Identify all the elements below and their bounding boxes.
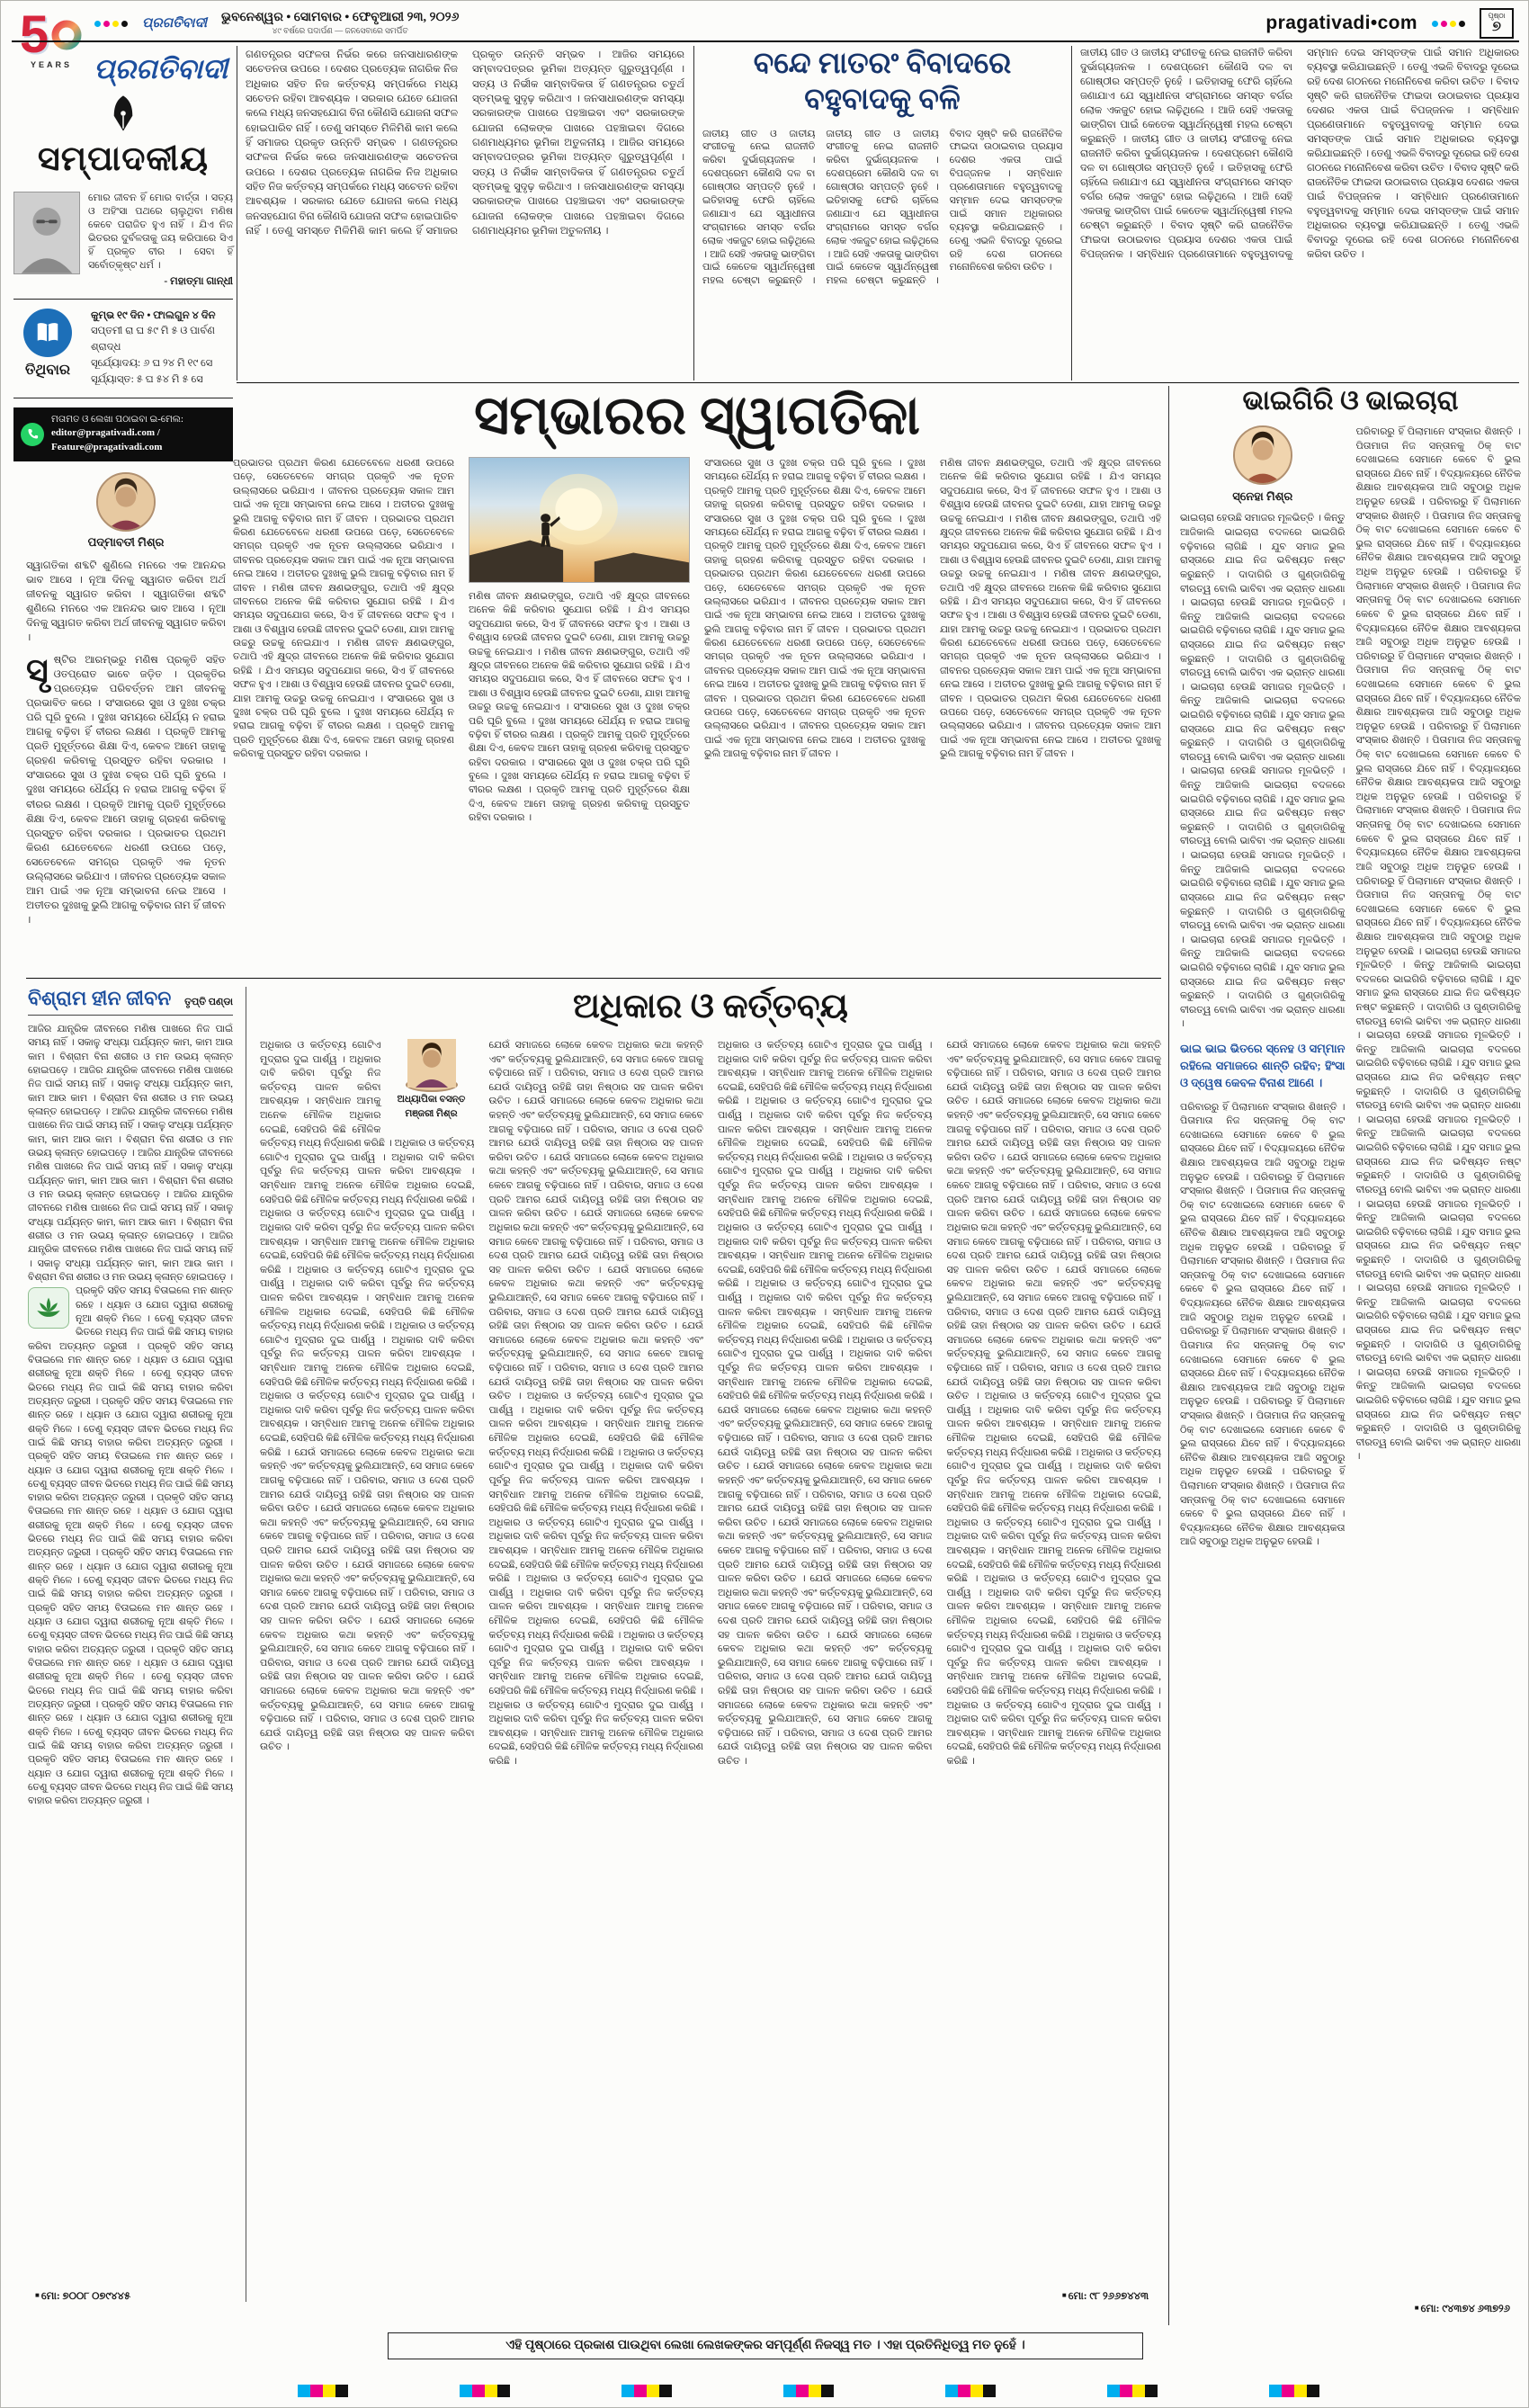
article-body bbox=[702, 128, 1062, 363]
contact-label: ମତାମତ ଓ ଲେଖା ପଠାଇବା ଇ-ମେଲ: bbox=[51, 414, 183, 425]
article-paragraph: ଜାତୀୟ ଗୀତ ଓ ଜାତୀୟ ସଂଗୀତକୁ ନେଇ ରାଜନୀତି କରିବା ଦୁର୍ଭାଗ୍ୟଜନକ । ଦେଶପ୍ରେମ କୌଣସି ଦଳ ବା ଗୋଷ୍ଠୀର ସମ୍ପତ୍ତି ନୁହେଁ । ଇତିହାସକୁ ଫେରି ଚାହିଁଲେ ଜଣାଯାଏ ଯେ ସ୍ୱାଧୀନତା ସଂଗ୍ରାମରେ ସମସ୍ତ ବର୍ଗର ଲୋକ ଏକଜୁଟ ହୋଇ ଲଢ଼ିଥିଲେ । ଆଜି ସେହି ଏକତାକୁ ଭାଙ୍ଗିବା ପାଇଁ କେତେକ ସ୍ୱାର୍ଥନ୍ୱେଷୀ ମହଲ ଚେଷ୍ଟା କରୁଛନ୍ତି । ଜାତୀୟ ଗୀତ ଓ ଜାତୀୟ ସଂଗୀତକୁ ନେଇ ରାଜନୀତି କରିବା ଦୁର୍ଭାଗ୍ୟଜନକ । ଦେଶପ୍ରେମ କୌଣସି ଦଳ ବା ଗୋଷ୍ଠୀର ସମ୍ପତ୍ତି ନୁହେଁ । ଇତିହାସକୁ ଫେରି ଚାହିଁଲେ ଜଣାଯାଏ ଯେ ସ୍ୱାଧୀନତା ସଂଗ୍ରାମରେ ସମସ୍ତ ବର୍ଗର ଲୋକ ଏକଜୁଟ ହୋଇ ଲଢ଼ିଥିଲେ । ଆଜି ସେହି ଏକତାକୁ ଭାଙ୍ଗିବା ପାଇଁ କେତେକ ସ୍ୱାର୍ଥନ୍ୱେଷୀ ମହଲ ଚେଷ୍ଟା କରୁଛନ୍ତି । bbox=[1080, 48, 1292, 232]
feature-paragraph: ପ୍ରଭାତର ପ୍ରଥମ କିରଣ ଯେତେବେଳେ ଧରଣୀ ଉପରେ ପଡ଼େ, ସେତେବେଳେ ସମଗ୍ର ପ୍ରକୃତି ଏକ ନୂତନ ଉଲ୍ଲାସରେ ଭରିଯାଏ । ଜୀବନର ପ୍ରତ୍ୟେକ ସକାଳ ଆମ ପାଇଁ ଏକ ନୂଆ ସମ୍ଭାବନା ନେଇ ଆସେ । ଅତୀତର ଦୁଃଖକୁ ଭୁଲି ଆଗକୁ ବଢ଼ିବାର ନାମ ହିଁ ଜୀବନ । bbox=[26, 828, 226, 926]
article-adhikar bbox=[260, 987, 1161, 2311]
author-name: ପଦ୍ମାବତୀ ମିଶ୍ର bbox=[87, 535, 165, 549]
gandhi-quote-block bbox=[13, 192, 233, 288]
article-paragraph: ଆଜିର ଯାନ୍ତ୍ରିକ ଜୀବନରେ ମଣିଷ ପାଖରେ ନିଜ ପାଇଁ ସମୟ ନାହିଁ । ସକାଳୁ ସଂଧ୍ୟା ପର୍ଯ୍ୟନ୍ତ କାମ, କାମ ଆଉ କାମ । ବିଶ୍ରାମ ବିନା ଶରୀର ଓ ମନ ଉଭୟ କ୍ଳାନ୍ତ ହୋଇପଡ଼େ । ଆଜିର ଯାନ୍ତ୍ରିକ ଜୀବନରେ ମଣିଷ ପାଖରେ ନିଜ ପାଇଁ ସମୟ ନାହିଁ । ସକାଳୁ ସଂଧ୍ୟା ପର୍ଯ୍ୟନ୍ତ କାମ, କାମ ଆଉ କାମ । ବିଶ୍ରାମ ବିନା ଶରୀର ଓ ମନ ଉଭୟ କ୍ଳାନ୍ତ ହୋଇପଡ଼େ । ଆଜିର ଯାନ୍ତ୍ରିକ ଜୀବନରେ ମଣିଷ ପାଖରେ ନିଜ ପାଇଁ ସମୟ ନାହିଁ । ସକାଳୁ ସଂଧ୍ୟା ପର୍ଯ୍ୟନ୍ତ କାମ, କାମ ଆଉ କାମ । ବିଶ୍ରାମ ବିନା ଶରୀର ଓ ମନ ଉଭୟ କ୍ଳାନ୍ତ ହୋଇପଡ଼େ । ଆଜିର ଯାନ୍ତ୍ରିକ ଜୀବନରେ ମଣିଷ ପାଖରେ ନିଜ ପାଇଁ ସମୟ ନାହିଁ । ସକାଳୁ ସଂଧ୍ୟା ପର୍ଯ୍ୟନ୍ତ କାମ, କାମ ଆଉ କାମ । ବିଶ୍ରାମ ବିନା ଶରୀର ଓ ମନ ଉଭୟ କ୍ଳାନ୍ତ ହୋଇପଡ଼େ । ଆଜିର ଯାନ୍ତ୍ରିକ ଜୀବନରେ ମଣିଷ ପାଖରେ ନିଜ ପାଇଁ ସମୟ ନାହିଁ । ସକାଳୁ ସଂଧ୍ୟା ପର୍ଯ୍ୟନ୍ତ କାମ, କାମ ଆଉ କାମ । ବିଶ୍ରାମ ବିନା ଶରୀର ଓ ମନ ଉଭୟ କ୍ଳାନ୍ତ ହୋଇପଡ଼େ । ଆଜିର ଯାନ୍ତ୍ରିକ ଜୀବନରେ ମଣିଷ ପାଖରେ ନିଜ ପାଇଁ ସମୟ ନାହିଁ । ସକାଳୁ ସଂଧ୍ୟା ପର୍ଯ୍ୟନ୍ତ କାମ, କାମ ଆଉ କାମ । ବିଶ୍ରାମ ବିନା ଶରୀର ଓ ମନ ଉଭୟ କ୍ଳାନ୍ତ ହୋଇପଡ଼େ । bbox=[28, 1024, 233, 1283]
website-link[interactable]: pragativadi•com bbox=[1265, 13, 1417, 33]
sunrise-photo bbox=[469, 457, 690, 583]
author-phone: ■ ମୋ: ୭୦୦୮ ୦୭୯୪୪୫ bbox=[35, 2291, 130, 2302]
feature-paragraph: ମଣିଷ ଜୀବନ କ୍ଷଣଭଙ୍ଗୁର, ତଥାପି ଏହି କ୍ଷୁଦ୍ର ଜୀବନରେ ଅନେକ କିଛି କରିବାର ସୁଯୋଗ ରହିଛି । ଯିଏ ସମୟର ସଦୁପଯୋଗ କରେ, ସିଏ ହିଁ ଜୀବନରେ ସଫଳ ହୁଏ । ଆଶା ଓ ବିଶ୍ୱାସ ହେଉଛି ଜୀବନର ଦୁଇଟି ଡେଣା, ଯାହା ଆମକୁ ଉଚ୍ଚରୁ ଉଚ୍ଚକୁ ନେଇଯାଏ । ମଣିଷ ଜୀବନ କ୍ଷଣଭଙ୍ଗୁର, ତଥାପି ଏହି କ୍ଷୁଦ୍ର ଜୀବନରେ ଅନେକ କିଛି କରିବାର ସୁଯୋଗ ରହିଛି । ଯିଏ ସମୟର ସଦୁପଯୋଗ କରେ, ସିଏ ହିଁ ଜୀବନରେ ସଫଳ ହୁଏ । ଆଶା ଓ ବିଶ୍ୱାସ ହେଉଛି ଜୀବନର ଦୁଇଟି ଡେଣା, ଯାହା ଆମକୁ ଉଚ୍ଚରୁ ଉଚ୍ଚକୁ ନେଇଯାଏ । bbox=[233, 582, 454, 704]
pen-nib-icon bbox=[111, 95, 136, 131]
gandhi-photo bbox=[13, 192, 80, 274]
article-paragraph: ଯେଉଁ ସମାଜରେ ଲୋକେ କେବଳ ଅଧିକାର କଥା କହନ୍ତି ଏବଂ କର୍ତ୍ତବ୍ୟକୁ ଭୁଲିଯାଆନ୍ତି, ସେ ସମାଜ କେବେ ଆଗକୁ ବଢ଼ିପାରେ ନାହିଁ । ପରିବାର, ସମାଜ ଓ ଦେଶ ପ୍ରତି ଆମର ଯେଉଁ ଦାୟିତ୍ୱ ରହିଛି ତାହା ନିଷ୍ଠାର ସହ ପାଳନ କରିବା ଉଚିତ । ଯେଉଁ ସମାଜରେ ଲୋକେ କେବଳ ଅଧିକାର କଥା କହନ୍ତି ଏବଂ କର୍ତ୍ତବ୍ୟକୁ ଭୁଲିଯାଆନ୍ତି, ସେ ସମାଜ କେବେ ଆଗକୁ ବଢ଼ିପାରେ ନାହିଁ । ପରିବାର, ସମାଜ ଓ ଦେଶ ପ୍ରତି ଆମର ଯେଉଁ ଦାୟିତ୍ୱ ରହିଛି ତାହା ନିଷ୍ଠାର ସହ ପାଳନ କରିବା ଉଚିତ । ଯେଉଁ ସମାଜରେ ଲୋକେ କେବଳ ଅଧିକାର କଥା କହନ୍ତି ଏବଂ କର୍ତ୍ତବ୍ୟକୁ ଭୁଲିଯାଆନ୍ତି, ସେ ସମାଜ କେବେ ଆଗକୁ ବଢ଼ିପାରେ ନାହିଁ । ପରିବାର, ସମାଜ ଓ ଦେଶ ପ୍ରତି ଆମର ଯେଉଁ ଦାୟିତ୍ୱ ରହିଛି ତାହା ନିଷ୍ଠାର ସହ ପାଳନ କରିବା ଉଚିତ । ଯେଉଁ ସମାଜରେ ଲୋକେ କେବଳ ଅଧିକାର କଥା କହନ୍ତି ଏବଂ କର୍ତ୍ତବ୍ୟକୁ ଭୁଲିଯାଆନ୍ତି, ସେ ସମାଜ କେବେ ଆଗକୁ ବଢ଼ିପାରେ ନାହିଁ । ପରିବାର, ସମାଜ ଓ ଦେଶ ପ୍ରତି ଆମର ଯେଉଁ ଦାୟିତ୍ୱ ରହିଛି ତାହା ନିଷ୍ଠାର ସହ ପାଳନ କରିବା ଉଚିତ । ଯେଉଁ ସମାଜରେ ଲୋକେ କେବଳ ଅଧିକାର କଥା କହନ୍ତି ଏବଂ କର୍ତ୍ତବ୍ୟକୁ ଭୁଲିଯାଆନ୍ତି, ସେ ସମାଜ କେବେ ଆଗକୁ ବଢ଼ିପାରେ ନାହିଁ । ପରିବାର, ସମାଜ ଓ ଦେଶ ପ୍ରତି ଆମର ଯେଉଁ ଦାୟିତ୍ୱ ରହିଛି ତାହା ନିଷ୍ଠାର ସହ ପାଳନ କରିବା ଉଚିତ । bbox=[260, 1446, 475, 1753]
author-photo bbox=[1233, 425, 1292, 485]
section-title-editorial: ସମ୍ପାଦକୀୟ bbox=[37, 139, 210, 178]
article-column-1 bbox=[260, 1039, 475, 2289]
author-card bbox=[389, 1039, 475, 1121]
article-body bbox=[28, 1023, 233, 2255]
editorial-sidebar bbox=[13, 51, 233, 461]
article-paragraph: ଅଧିକାର ଓ କର୍ତ୍ତବ୍ୟ ଗୋଟିଏ ମୁଦ୍ରାର ଦୁଇ ପାର୍ଶ୍ୱ । ଅଧିକାର ଦାବି କରିବା ପୂର୍ବରୁ ନିଜ କର୍ତ୍ତବ୍ୟ ପାଳନ କରିବା ଆବଶ୍ୟକ । ସମ୍ବିଧାନ ଆମକୁ ଅନେକ ମୌଳିକ ଅଧିକାର ଦେଇଛି, ସେହିପରି କିଛି ମୌଳିକ କର୍ତ୍ତବ୍ୟ ମଧ୍ୟ ନିର୍ଦ୍ଧାରଣ କରିଛି । ଅଧିକାର ଓ କର୍ତ୍ତବ୍ୟ ଗୋଟିଏ ମୁଦ୍ରାର ଦୁଇ ପାର୍ଶ୍ୱ । ଅଧିକାର ଦାବି କରିବା ପୂର୍ବରୁ ନିଜ କର୍ତ୍ତବ୍ୟ ପାଳନ କରିବା ଆବଶ୍ୟକ । ସମ୍ବିଧାନ ଆମକୁ ଅନେକ ମୌଳିକ ଅଧିକାର ଦେଇଛି, ସେହିପରି କିଛି ମୌଳିକ କର୍ତ୍ତବ୍ୟ ମଧ୍ୟ ନିର୍ଦ୍ଧାରଣ କରିଛି । ଅଧିକାର ଓ କର୍ତ୍ତବ୍ୟ ଗୋଟିଏ ମୁଦ୍ରାର ଦୁଇ ପାର୍ଶ୍ୱ । ଅଧିକାର ଦାବି କରିବା ପୂର୍ବରୁ ନିଜ କର୍ତ୍ତବ୍ୟ ପାଳନ କରିବା ଆବଶ୍ୟକ । ସମ୍ବିଧାନ ଆମକୁ ଅନେକ ମୌଳିକ ଅଧିକାର ଦେଇଛି, ସେହିପରି କିଛି ମୌଳିକ କର୍ତ୍ତବ୍ୟ ମଧ୍ୟ ନିର୍ଦ୍ଧାରଣ କରିଛି । ଅଧିକାର ଓ କର୍ତ୍ତବ୍ୟ ଗୋଟିଏ ମୁଦ୍ରାର ଦୁଇ ପାର୍ଶ୍ୱ । ଅଧିକାର ଦାବି କରିବା ପୂର୍ବରୁ ନିଜ କର୍ତ୍ତବ୍ୟ ପାଳନ କରିବା ଆବଶ୍ୟକ । ସମ୍ବିଧାନ ଆମକୁ ଅନେକ ମୌଳିକ ଅଧିକାର ଦେଇଛି, ସେହିପରି କିଛି ମୌଳିକ କର୍ତ୍ତବ୍ୟ ମଧ୍ୟ ନିର୍ଦ୍ଧାରଣ କରିଛି । ଅଧିକାର ଓ କର୍ତ୍ତବ୍ୟ ଗୋଟିଏ ମୁଦ୍ରାର ଦୁଇ ପାର୍ଶ୍ୱ । ଅଧିକାର ଦାବି କରିବା ପୂର୍ବରୁ ନିଜ କର୍ତ୍ତବ୍ୟ ପାଳନ କରିବା ଆବଶ୍ୟକ । ସମ୍ବିଧାନ ଆମକୁ ଅନେକ ମୌଳିକ ଅଧିକାର ଦେଇଛି, ସେହିପରି କିଛି ମୌଳିକ କର୍ତ୍ତବ୍ୟ ମଧ୍ୟ ନିର୍ଦ୍ଧାରଣ କରିଛି । ଅଧିକାର ଓ କର୍ତ୍ତବ୍ୟ ଗୋଟିଏ ମୁଦ୍ରାର ଦୁଇ ପାର୍ଶ୍ୱ । ଅଧିକାର ଦାବି କରିବା ପୂର୍ବରୁ ନିଜ କର୍ତ୍ତବ୍ୟ ପାଳନ କରିବା ଆବଶ୍ୟକ । ସମ୍ବିଧାନ ଆମକୁ ଅନେକ ମୌଳିକ ଅଧିକାର ଦେଇଛି, ସେହିପରି କିଛି ମୌଳିକ କର୍ତ୍ତବ୍ୟ ମଧ୍ୟ ନିର୍ଦ୍ଧାରଣ କରିଛି । bbox=[488, 1391, 703, 1768]
article-column-3 bbox=[718, 1039, 933, 2289]
feature-paragraph: ମଣିଷ ଜୀବନ କ୍ଷଣଭଙ୍ଗୁର, ତଥାପି ଏହି କ୍ଷୁଦ୍ର ଜୀବନରେ ଅନେକ କିଛି କରିବାର ସୁଯୋଗ ରହିଛି । ଯିଏ ସମୟର ସଦୁପଯୋଗ କରେ, ସିଏ ହିଁ ଜୀବନରେ ସଫଳ ହୁଏ । ଆଶା ଓ ବିଶ୍ୱାସ ହେଉଛି ଜୀବନର ଦୁଇଟି ଡେଣା, ଯାହା ଆମକୁ ଉଚ୍ଚରୁ ଉଚ୍ଚକୁ ନେଇଯାଏ । ମଣିଷ ଜୀବନ କ୍ଷଣଭଙ୍ଗୁର, ତଥାପି ଏହି କ୍ଷୁଦ୍ର ଜୀବନରେ ଅନେକ କିଛି କରିବାର ସୁଯୋଗ ରହିଛି । ଯିଏ ସମୟର ସଦୁପଯୋଗ କରେ, ସିଏ ହିଁ ଜୀବନରେ ସଫଳ ହୁଏ । ଆଶା ଓ ବିଶ୍ୱାସ ହେଉଛି ଜୀବନର ଦୁଇଟି ଡେଣା, ଯାହା ଆମକୁ ଉଚ୍ଚରୁ ଉଚ୍ଚକୁ ନେଇଯାଏ । ମଣିଷ ଜୀବନ କ୍ଷଣଭଙ୍ଗୁର, ତଥାପି ଏହି କ୍ଷୁଦ୍ର ଜୀବନରେ ଅନେକ କିଛି କରିବାର ସୁଯୋଗ ରହିଛି । ଯିଏ ସମୟର ସଦୁପଯୋଗ କରେ, ସିଏ ହିଁ ଜୀବନରେ ସଫଳ ହୁଏ । ଆଶା ଓ ବିଶ୍ୱାସ ହେଉଛି ଜୀବନର ଦୁଇଟି ଡେଣା, ଯାହା ଆମକୁ ଉଚ୍ଚରୁ ଉଚ୍ଚକୁ ନେଇଯାଏ । bbox=[940, 458, 1161, 635]
article-vande-mataram bbox=[702, 46, 1062, 380]
article-paragraph: ଯେଉଁ ସମାଜରେ ଲୋକେ କେବଳ ଅଧିକାର କଥା କହନ୍ତି ଏବଂ କର୍ତ୍ତବ୍ୟକୁ ଭୁଲିଯାଆନ୍ତି, ସେ ସମାଜ କେବେ ଆଗକୁ ବଢ଼ିପାରେ ନାହିଁ । ପରିବାର, ସମାଜ ଓ ଦେଶ ପ୍ରତି ଆମର ଯେଉଁ ଦାୟିତ୍ୱ ରହିଛି ତାହା ନିଷ୍ଠାର ସହ ପାଳନ କରିବା ଉଚିତ । ଯେଉଁ ସମାଜରେ ଲୋକେ କେବଳ ଅଧିକାର କଥା କହନ୍ତି ଏବଂ କର୍ତ୍ତବ୍ୟକୁ ଭୁଲିଯାଆନ୍ତି, ସେ ସମାଜ କେବେ ଆଗକୁ ବଢ଼ିପାରେ ନାହିଁ । ପରିବାର, ସମାଜ ଓ ଦେଶ ପ୍ରତି ଆମର ଯେଉଁ ଦାୟିତ୍ୱ ରହିଛି ତାହା ନିଷ୍ଠାର ସହ ପାଳନ କରିବା ଉଚିତ । ଯେଉଁ ସମାଜରେ ଲୋକେ କେବଳ ଅଧିକାର କଥା କହନ୍ତି ଏବଂ କର୍ତ୍ତବ୍ୟକୁ ଭୁଲିଯାଆନ୍ତି, ସେ ସମାଜ କେବେ ଆଗକୁ ବଢ଼ିପାରେ ନାହିଁ । ପରିବାର, ସମାଜ ଓ ଦେଶ ପ୍ରତି ଆମର ଯେଉଁ ଦାୟିତ୍ୱ ରହିଛି ତାହା ନିଷ୍ଠାର ସହ ପାଳନ କରିବା ଉଚିତ । ଯେଉଁ ସମାଜରେ ଲୋକେ କେବଳ ଅଧିକାର କଥା କହନ୍ତି ଏବଂ କର୍ତ୍ତବ୍ୟକୁ ଭୁଲିଯାଆନ୍ତି, ସେ ସମାଜ କେବେ ଆଗକୁ ବଢ଼ିପାରେ ନାହିଁ । ପରିବାର, ସମାଜ ଓ ଦେଶ ପ୍ରତି ଆମର ଯେଉଁ ଦାୟିତ୍ୱ ରହିଛି ତାହା ନିଷ୍ଠାର ସହ ପାଳନ କରିବା ଉଚିତ । ଯେଉଁ ସମାଜରେ ଲୋକେ କେବଳ ଅଧିକାର କଥା କହନ୍ତି ଏବଂ କର୍ତ୍ତବ୍ୟକୁ ଭୁଲିଯାଆନ୍ତି, ସେ ସମାଜ କେବେ ଆଗକୁ ବଢ଼ିପାରେ ନାହିଁ । ପରିବାର, ସମାଜ ଓ ଦେଶ ପ୍ରତି ଆମର ଯେଉଁ ଦାୟିତ୍ୱ ରହିଛି ତାହା ନିଷ୍ଠାର ସହ ପାଳନ କରିବା ଉଚିତ । ଯେଉଁ ସମାଜରେ ଲୋକେ କେବଳ ଅଧିକାର କଥା କହନ୍ତି ଏବଂ କର୍ତ୍ତବ୍ୟକୁ ଭୁଲିଯାଆନ୍ତି, ସେ ସମାଜ କେବେ ଆଗକୁ ବଢ଼ିପାରେ ନାହିଁ । ପରିବାର, ସମାଜ ଓ ଦେଶ ପ୍ରତି ଆମର ଯେଉଁ ଦାୟିତ୍ୱ ରହିଛି ତାହା ନିଷ୍ଠାର ସହ ପାଳନ କରିବା ଉଚିତ । bbox=[946, 1040, 1161, 1402]
lotus-logo bbox=[28, 1287, 69, 1329]
dateline: ଭୁବନେଶ୍ୱର • ସୋମବାର • ଫେବୃଆରୀ ୨୩, ୨୦୨୬ bbox=[221, 11, 460, 24]
anniversary-years-label: YEARS bbox=[30, 60, 72, 70]
article-bishram bbox=[28, 987, 233, 2311]
dateline-block bbox=[221, 11, 459, 36]
article-title-line2: ବହୁବାଦକୁ ବଳି bbox=[804, 84, 961, 117]
feature-column-3 bbox=[704, 457, 925, 961]
feature-paragraph: ଷ୍ଟିର ଆରମ୍ଭରୁ ମଣିଷ ପ୍ରକୃତି ସହିତ ଓତପ୍ରୋତ ଭାବେ ଜଡ଼ିତ । ପ୍ରକୃତିର ପ୍ରତ୍ୟେକ ପରିବର୍ତ୍ତନ ଆମ ଜୀବନକୁ ପ୍ରଭାବିତ କରେ । bbox=[26, 654, 226, 709]
dateline-subline: ୪୯ ବର୍ଷରେ ପଦାର୍ପଣ — ଜନସେବାରେ ସମର୍ପିତ bbox=[272, 26, 408, 35]
feature-column-1 bbox=[233, 457, 454, 961]
article-column-2 bbox=[489, 1039, 704, 2289]
editorial-article-body bbox=[246, 48, 684, 377]
author-photo bbox=[96, 472, 156, 532]
phone-icon bbox=[26, 427, 40, 441]
gandhi-portrait-icon bbox=[14, 192, 79, 273]
lotus-icon bbox=[33, 1293, 64, 1323]
column-rule bbox=[1071, 46, 1072, 380]
registration-dots-left bbox=[94, 21, 128, 27]
article-bhaigiri bbox=[1168, 386, 1521, 2325]
feature-author-column bbox=[26, 472, 226, 971]
article-paragraph: ଅଧିକାର ଓ କର୍ତ୍ତବ୍ୟ ଗୋଟିଏ ମୁଦ୍ରାର ଦୁଇ ପାର୍ଶ୍ୱ । ଅଧିକାର ଦାବି କରିବା ପୂର୍ବରୁ ନିଜ କର୍ତ୍ତବ୍ୟ ପାଳନ କରିବା ଆବଶ୍ୟକ । ସମ୍ବିଧାନ ଆମକୁ ଅନେକ ମୌଳିକ ଅଧିକାର ଦେଇଛି, ସେହିପରି କିଛି ମୌଳିକ କର୍ତ୍ତବ୍ୟ ମଧ୍ୟ ନିର୍ଦ୍ଧାରଣ କରିଛି । ଅଧିକାର ଓ କର୍ତ୍ତବ୍ୟ ଗୋଟିଏ ମୁଦ୍ରାର ଦୁଇ ପାର୍ଶ୍ୱ । ଅଧିକାର ଦାବି କରିବା ପୂର୍ବରୁ ନିଜ କର୍ତ୍ତବ୍ୟ ପାଳନ କରିବା ଆବଶ୍ୟକ । ସମ୍ବିଧାନ ଆମକୁ ଅନେକ ମୌଳିକ ଅଧିକାର ଦେଇଛି, ସେହିପରି କିଛି ମୌଳିକ କର୍ତ୍ତବ୍ୟ ମଧ୍ୟ ନିର୍ଦ୍ଧାରଣ କରିଛି । ଅଧିକାର ଓ କର୍ତ୍ତବ୍ୟ ଗୋଟିଏ ମୁଦ୍ରାର ଦୁଇ ପାର୍ଶ୍ୱ । ଅଧିକାର ଦାବି କରିବା ପୂର୍ବରୁ ନିଜ କର୍ତ୍ତବ୍ୟ ପାଳନ କରିବା ଆବଶ୍ୟକ । ସମ୍ବିଧାନ ଆମକୁ ଅନେକ ମୌଳିକ ଅଧିକାର ଦେଇଛି, ସେହିପରି କିଛି ମୌଳିକ କର୍ତ୍ତବ୍ୟ ମଧ୍ୟ ନିର୍ଦ୍ଧାରଣ କରିଛି । ଅଧିକାର ଓ କର୍ତ୍ତବ୍ୟ ଗୋଟିଏ ମୁଦ୍ରାର ଦୁଇ ପାର୍ଶ୍ୱ । ଅଧିକାର ଦାବି କରିବା ପୂର୍ବରୁ ନିଜ କର୍ତ୍ତବ୍ୟ ପାଳନ କରିବା ଆବଶ୍ୟକ । ସମ୍ବିଧାନ ଆମକୁ ଅନେକ ମୌଳିକ ଅଧିକାର ଦେଇଛି, ସେହିପରି କିଛି ମୌଳିକ କର୍ତ୍ତବ୍ୟ ମଧ୍ୟ ନିର୍ଦ୍ଧାରଣ କରିଛି । ଅଧିକାର ଓ କର୍ତ୍ତବ୍ୟ ଗୋଟିଏ ମୁଦ୍ରାର ଦୁଇ ପାର୍ଶ୍ୱ । ଅଧିକାର ଦାବି କରିବା ପୂର୍ବରୁ ନିଜ କର୍ତ୍ତବ୍ୟ ପାଳନ କରିବା ଆବଶ୍ୟକ । ସମ୍ବିଧାନ ଆମକୁ ଅନେକ ମୌଳିକ ଅଧିକାର ଦେଇଛି, ସେହିପରି କିଛି ମୌଳିକ କର୍ତ୍ତବ୍ୟ ମଧ୍ୟ ନିର୍ଦ୍ଧାରଣ କରିଛି । ଅଧିକାର ଓ କର୍ତ୍ତବ୍ୟ ଗୋଟିଏ ମୁଦ୍ରାର ଦୁଇ ପାର୍ଶ୍ୱ । ଅଧିକାର ଦାବି କରିବା ପୂର୍ବରୁ ନିଜ କର୍ତ୍ତବ୍ୟ ପାଳନ କରିବା ଆବଶ୍ୟକ । ସମ୍ବିଧାନ ଆମକୁ ଅନେକ ମୌଳିକ ଅଧିକାର ଦେଇଛି, ସେହିପରି କିଛି ମୌଳିକ କର୍ତ୍ତବ୍ୟ ମଧ୍ୟ ନିର୍ଦ୍ଧାରଣ କରିଛି । bbox=[946, 1391, 1161, 1768]
feature-intro: ସ୍ୱାଗତିକା ଶବ୍ଦଟି ଶୁଣିଲେ ମନରେ ଏକ ଆନନ୍ଦର ଭାବ ଆସେ । ନୂଆ ଦିନକୁ ସ୍ୱାଗତ କରିବା ଅର୍ଥ ଜୀବନକୁ ସ୍ୱାଗତ କରିବା । ସ୍ୱାଗତିକା ଶବ୍ଦଟି ଶୁଣିଲେ ମନରେ ଏକ ଆନନ୍ଦର ଭାବ ଆସେ । ନୂଆ ଦିନକୁ ସ୍ୱାଗତ କରିବା ଅର୍ଥ ଜୀବନକୁ ସ୍ୱାଗତ କରିବା । bbox=[26, 560, 226, 644]
panchang-line1: କୁମ୍ଭ ୧୯ ଦିନ • ଫାଲଗୁନ ୪ ଦିନ bbox=[91, 309, 216, 321]
feature-paragraph: ପ୍ରଭାତର ପ୍ରଥମ କିରଣ ଯେତେବେଳେ ଧରଣୀ ଉପରେ ପଡ଼େ, ସେତେବେଳେ ସମଗ୍ର ପ୍ରକୃତି ଏକ ନୂତନ ଉଲ୍ଲାସରେ ଭରିଯାଏ । ଜୀବନର ପ୍ରତ୍ୟେକ ସକାଳ ଆମ ପାଇଁ ଏକ ନୂଆ ସମ୍ଭାବନା ନେଇ ଆସେ । ଅତୀତର ଦୁଃଖକୁ ଭୁଲି ଆଗକୁ ବଢ଼ିବାର ନାମ ହିଁ ଜୀବନ । ପ୍ରଭାତର ପ୍ରଥମ କିରଣ ଯେତେବେଳେ ଧରଣୀ ଉପରେ ପଡ଼େ, ସେତେବେଳେ ସମଗ୍ର ପ୍ରକୃତି ଏକ ନୂତନ ଉଲ୍ଲାସରେ ଭରିଯାଏ । ଜୀବନର ପ୍ରତ୍ୟେକ ସକାଳ ଆମ ପାଇଁ ଏକ ନୂଆ ସମ୍ଭାବନା ନେଇ ଆସେ । ଅତୀତର ଦୁଃଖକୁ ଭୁଲି ଆଗକୁ ବଢ଼ିବାର ନାମ ହିଁ ଜୀବନ । bbox=[233, 458, 454, 594]
article-paragraph: ଯେଉଁ ସମାଜରେ ଲୋକେ କେବଳ ଅଧିକାର କଥା କହନ୍ତି ଏବଂ କର୍ତ୍ତବ୍ୟକୁ ଭୁଲିଯାଆନ୍ତି, ସେ ସମାଜ କେବେ ଆଗକୁ ବଢ଼ିପାରେ ନାହିଁ । ପରିବାର, ସମାଜ ଓ ଦେଶ ପ୍ରତି ଆମର ଯେଉଁ ଦାୟିତ୍ୱ ରହିଛି ତାହା ନିଷ୍ଠାର ସହ ପାଳନ କରିବା ଉଚିତ । ଯେଉଁ ସମାଜରେ ଲୋକେ କେବଳ ଅଧିକାର କଥା କହନ୍ତି ଏବଂ କର୍ତ୍ତବ୍ୟକୁ ଭୁଲିଯାଆନ୍ତି, ସେ ସମାଜ କେବେ ଆଗକୁ ବଢ଼ିପାରେ ନାହିଁ । ପରିବାର, ସମାଜ ଓ ଦେଶ ପ୍ରତି ଆମର ଯେଉଁ ଦାୟିତ୍ୱ ରହିଛି ତାହା ନିଷ୍ଠାର ସହ ପାଳନ କରିବା ଉଚିତ । ଯେଉଁ ସମାଜରେ ଲୋକେ କେବଳ ଅଧିକାର କଥା କହନ୍ତି ଏବଂ କର୍ତ୍ତବ୍ୟକୁ ଭୁଲିଯାଆନ୍ତି, ସେ ସମାଜ କେବେ ଆଗକୁ ବଢ଼ିପାରେ ନାହିଁ । ପରିବାର, ସମାଜ ଓ ଦେଶ ପ୍ରତି ଆମର ଯେଉଁ ଦାୟିତ୍ୱ ରହିଛି ତାହା ନିଷ୍ଠାର ସହ ପାଳନ କରିବା ଉଚିତ । ଯେଉଁ ସମାଜରେ ଲୋକେ କେବଳ ଅଧିକାର କଥା କହନ୍ତି ଏବଂ କର୍ତ୍ତବ୍ୟକୁ ଭୁଲିଯାଆନ୍ତି, ସେ ସମାଜ କେବେ ଆଗକୁ ବଢ଼ିପାରେ ନାହିଁ । ପରିବାର, ସମାଜ ଓ ଦେଶ ପ୍ରତି ଆମର ଯେଉଁ ଦାୟିତ୍ୱ ରହିଛି ତାହା ନିଷ୍ଠାର ସହ ପାଳନ କରିବା ଉଚିତ । ଯେଉଁ ସମାଜରେ ଲୋକେ କେବଳ ଅଧିକାର କଥା କହନ୍ତି ଏବଂ କର୍ତ୍ତବ୍ୟକୁ ଭୁଲିଯାଆନ୍ତି, ସେ ସମାଜ କେବେ ଆଗକୁ ବଢ଼ିପାରେ ନାହିଁ । ପରିବାର, ସମାଜ ଓ ଦେଶ ପ୍ରତି ଆମର ଯେଉଁ ଦାୟିତ୍ୱ ରହିଛି ତାହା ନିଷ୍ଠାର ସହ ପାଳନ କରିବା ଉଚିତ । ଯେଉଁ ସମାଜରେ ଲୋକେ କେବଳ ଅଧିକାର କଥା କହନ୍ତି ଏବଂ କର୍ତ୍ତବ୍ୟକୁ ଭୁଲିଯାଆନ୍ତି, ସେ ସମାଜ କେବେ ଆଗକୁ ବଢ଼ିପାରେ ନାହିଁ । ପରିବାର, ସମାଜ ଓ ଦେଶ ପ୍ରତି ଆମର ଯେଉଁ ଦାୟିତ୍ୱ ରହିଛି ତାହା ନିଷ୍ଠାର ସହ ପାଳନ କରିବା ଉଚିତ । bbox=[718, 1404, 933, 1768]
feature-paragraph: ପ୍ରଭାତର ପ୍ରଥମ କିରଣ ଯେତେବେଳେ ଧରଣୀ ଉପରେ ପଡ଼େ, ସେତେବେଳେ ସମଗ୍ର ପ୍ରକୃତି ଏକ ନୂତନ ଉଲ୍ଲାସରେ ଭରିଯାଏ । ଜୀବନର ପ୍ରତ୍ୟେକ ସକାଳ ଆମ ପାଇଁ ଏକ ନୂଆ ସମ୍ଭାବନା ନେଇ ଆସେ । ଅତୀତର ଦୁଃଖକୁ ଭୁଲି ଆଗକୁ ବଢ଼ିବାର ନାମ ହିଁ ଜୀବନ । ପ୍ରଭାତର ପ୍ରଥମ କିରଣ ଯେତେବେଳେ ଧରଣୀ ଉପରେ ପଡ଼େ, ସେତେବେଳେ ସମଗ୍ର ପ୍ରକୃତି ଏକ ନୂତନ ଉଲ୍ଲାସରେ ଭରିଯାଏ । ଜୀବନର ପ୍ରତ୍ୟେକ ସକାଳ ଆମ ପାଇଁ ଏକ ନୂଆ ସମ୍ଭାବନା ନେଇ ଆସେ । ଅତୀତର ଦୁଃଖକୁ ଭୁଲି ଆଗକୁ ବଢ଼ିବାର ନାମ ହିଁ ଜୀବନ । ପ୍ରଭାତର ପ୍ରଥମ କିରଣ ଯେତେବେଳେ ଧରଣୀ ଉପରେ ପଡ଼େ, ସେତେବେଳେ ସମଗ୍ର ପ୍ରକୃତି ଏକ ନୂତନ ଉଲ୍ଲାସରେ ଭରିଯାଏ । ଜୀବନର ପ୍ରତ୍ୟେକ ସକାଳ ଆମ ପାଇଁ ଏକ ନୂଆ ସମ୍ଭାବନା ନେଇ ଆସେ । ଅତୀତର ଦୁଃଖକୁ ଭୁଲି ଆଗକୁ ବଢ଼ିବାର ନାମ ହିଁ ଜୀବନ । bbox=[704, 568, 925, 760]
article-paragraph: ପ୍ରକୃତି ସହିତ ସମୟ ବିତାଇଲେ ମନ ଶାନ୍ତ ରହେ । ଧ୍ୟାନ ଓ ଯୋଗ ଦ୍ୱାରା ଶରୀରକୁ ନୂଆ ଶକ୍ତି ମିଳେ । ତେଣୁ ବ୍ୟସ୍ତ ଜୀବନ ଭିତରେ ମଧ୍ୟ ନିଜ ପାଇଁ କିଛି ସମୟ ବାହାର କରିବା ଅତ୍ୟନ୍ତ ଜରୁରୀ । ପ୍ରକୃତି ସହିତ ସମୟ ବିତାଇଲେ ମନ ଶାନ୍ତ ରହେ । ଧ୍ୟାନ ଓ ଯୋଗ ଦ୍ୱାରା ଶରୀରକୁ ନୂଆ ଶକ୍ତି ମିଳେ । ତେଣୁ ବ୍ୟସ୍ତ ଜୀବନ ଭିତରେ ମଧ୍ୟ ନିଜ ପାଇଁ କିଛି ସମୟ ବାହାର କରିବା ଅତ୍ୟନ୍ତ ଜରୁରୀ । ପ୍ରକୃତି ସହିତ ସମୟ ବିତାଇଲେ ମନ ଶାନ୍ତ ରହେ । ଧ୍ୟାନ ଓ ଯୋଗ ଦ୍ୱାରା ଶରୀରକୁ ନୂଆ ଶକ୍ତି ମିଳେ । ତେଣୁ ବ୍ୟସ୍ତ ଜୀବନ ଭିତରେ ମଧ୍ୟ ନିଜ ପାଇଁ କିଛି ସମୟ ବାହାର କରିବା ଅତ୍ୟନ୍ତ ଜରୁରୀ । ପ୍ରକୃତି ସହିତ ସମୟ ବିତାଇଲେ ମନ ଶାନ୍ତ ରହେ । ଧ୍ୟାନ ଓ ଯୋଗ ଦ୍ୱାରା ଶରୀରକୁ ନୂଆ ଶକ୍ତି ମିଳେ । ତେଣୁ ବ୍ୟସ୍ତ ଜୀବନ ଭିତରେ ମଧ୍ୟ ନିଜ ପାଇଁ କିଛି ସମୟ ବାହାର କରିବା ଅତ୍ୟନ୍ତ ଜରୁରୀ । ପ୍ରକୃତି ସହିତ ସମୟ ବିତାଇଲେ ମନ ଶାନ୍ତ ରହେ । ଧ୍ୟାନ ଓ ଯୋଗ ଦ୍ୱାରା ଶରୀରକୁ ନୂଆ ଶକ୍ତି ମିଳେ । ତେଣୁ ବ୍ୟସ୍ତ ଜୀବନ ଭିତରେ ମଧ୍ୟ ନିଜ ପାଇଁ କିଛି ସମୟ ବାହାର କରିବା ଅତ୍ୟନ୍ତ ଜରୁରୀ । ପ୍ରକୃତି ସହିତ ସମୟ ବିତାଇଲେ ମନ ଶାନ୍ତ ରହେ । ଧ୍ୟାନ ଓ ଯୋଗ ଦ୍ୱାରା ଶରୀରକୁ ନୂଆ ଶକ୍ତି ମିଳେ । ତେଣୁ ବ୍ୟସ୍ତ ଜୀବନ ଭିତରେ ମଧ୍ୟ ନିଜ ପାଇଁ କିଛି ସମୟ ବାହାର କରିବା ଅତ୍ୟନ୍ତ ଜରୁରୀ । ପ୍ରକୃତି ସହିତ ସମୟ ବିତାଇଲେ ମନ ଶାନ୍ତ ରହେ । ଧ୍ୟାନ ଓ ଯୋଗ ଦ୍ୱାରା ଶରୀରକୁ ନୂଆ ଶକ୍ତି ମିଳେ । ତେଣୁ ବ୍ୟସ୍ତ ଜୀବନ ଭିତରେ ମଧ୍ୟ ନିଜ ପାଇଁ କିଛି ସମୟ ବାହାର କରିବା ଅତ୍ୟନ୍ତ ଜରୁରୀ । ପ୍ରକୃତି ସହିତ ସମୟ ବିତାଇଲେ ମନ ଶାନ୍ତ ରହେ । ଧ୍ୟାନ ଓ ଯୋଗ ଦ୍ୱାରା ଶରୀରକୁ ନୂଆ ଶକ୍ତି ମିଳେ । ତେଣୁ ବ୍ୟସ୍ତ ଜୀବନ ଭିତରେ ମଧ୍ୟ ନିଜ ପାଇଁ କିଛି ସମୟ ବାହାର କରିବା ଅତ୍ୟନ୍ତ ଜରୁରୀ । ପ୍ରକୃତି ସହିତ ସମୟ ବିତାଇଲେ ମନ ଶାନ୍ତ ରହେ । ଧ୍ୟାନ ଓ ଯୋଗ ଦ୍ୱାରା ଶରୀରକୁ ନୂଆ ଶକ୍ତି ମିଳେ । ତେଣୁ ବ୍ୟସ୍ତ ଜୀବନ ଭିତରେ ମଧ୍ୟ ନିଜ ପାଇଁ କିଛି ସମୟ ବାହାର କରିବା ଅତ୍ୟନ୍ତ ଜରୁରୀ । ପ୍ରକୃତି ସହିତ ସମୟ ବିତାଇଲେ ମନ ଶାନ୍ତ ରହେ । ଧ୍ୟାନ ଓ ଯୋଗ ଦ୍ୱାରା ଶରୀରକୁ ନୂଆ ଶକ୍ତି ମିଳେ । ତେଣୁ ବ୍ୟସ୍ତ ଜୀବନ ଭିତରେ ମଧ୍ୟ ନିଜ ପାଇଁ କିଛି ସମୟ ବାହାର କରିବା ଅତ୍ୟନ୍ତ ଜରୁରୀ । bbox=[28, 1285, 233, 1807]
feature-column-4 bbox=[940, 457, 1161, 961]
pull-quote: ଭାଇ ଭାଇ ଭିତରେ ସ୍ନେହ ଓ ସମ୍ମାନ ରହିଲେ ସମାଜରେ ଶାନ୍ତି ରହିବ; ହିଂସା ଓ ଦ୍ୱେଷ କେବଳ ବିନାଶ ଆଣେ । bbox=[1180, 1042, 1346, 1089]
author-name: ସ୍ନେହା ମିଶ୍ର bbox=[1232, 489, 1293, 503]
article-paragraph: ପରିବାରରୁ ହିଁ ପିଲାମାନେ ସଂସ୍କାର ଶିଖନ୍ତି । ପିତାମାତା ନିଜ ସନ୍ତାନକୁ ଠିକ୍ ବାଟ ଦେଖାଇଲେ ସେମାନେ କେବେ ବି ଭୁଲ ରାସ୍ତାରେ ଯିବେ ନାହିଁ । ବିଦ୍ୟାଳୟରେ ନୈତିକ ଶିକ୍ଷାର ଆବଶ୍ୟକତା ଆଜି ସବୁଠାରୁ ଅଧିକ ଅନୁଭୂତ ହେଉଛି । ପରିବାରରୁ ହିଁ ପିଲାମାନେ ସଂସ୍କାର ଶିଖନ୍ତି । ପିତାମାତା ନିଜ ସନ୍ତାନକୁ ଠିକ୍ ବାଟ ଦେଖାଇଲେ ସେମାନେ କେବେ ବି ଭୁଲ ରାସ୍ତାରେ ଯିବେ ନାହିଁ । ବିଦ୍ୟାଳୟରେ ନୈତିକ ଶିକ୍ଷାର ଆବଶ୍ୟକତା ଆଜି ସବୁଠାରୁ ଅଧିକ ଅନୁଭୂତ ହେଉଛି । ପରିବାରରୁ ହିଁ ପିଲାମାନେ ସଂସ୍କାର ଶିଖନ୍ତି । ପିତାମାତା ନିଜ ସନ୍ତାନକୁ ଠିକ୍ ବାଟ ଦେଖାଇଲେ ସେମାନେ କେବେ ବି ଭୁଲ ରାସ୍ତାରେ ଯିବେ ନାହିଁ । ବିଦ୍ୟାଳୟରେ ନୈତିକ ଶିକ୍ଷାର ଆବଶ୍ୟକତା ଆଜି ସବୁଠାରୁ ଅଧିକ ଅନୁଭୂତ ହେଉଛି । ପରିବାରରୁ ହିଁ ପିଲାମାନେ ସଂସ୍କାର ଶିଖନ୍ତି । ପିତାମାତା ନିଜ ସନ୍ତାନକୁ ଠିକ୍ ବାଟ ଦେଖାଇଲେ ସେମାନେ କେବେ ବି ଭୁଲ ରାସ୍ତାରେ ଯିବେ ନାହିଁ । ବିଦ୍ୟାଳୟରେ ନୈତିକ ଶିକ୍ଷାର ଆବଶ୍ୟକତା ଆଜି ସବୁଠାରୁ ଅଧିକ ଅନୁଭୂତ ହେଉଛି । ପରିବାରରୁ ହିଁ ପିଲାମାନେ ସଂସ୍କାର ଶିଖନ୍ତି । ପିତାମାତା ନିଜ ସନ୍ତାନକୁ ଠିକ୍ ବାଟ ଦେଖାଇଲେ ସେମାନେ କେବେ ବି ଭୁଲ ରାସ୍ତାରେ ଯିବେ ନାହିଁ । ବିଦ୍ୟାଳୟରେ ନୈତିକ ଶିକ୍ଷାର ଆବଶ୍ୟକତା ଆଜି ସବୁଠାରୁ ଅଧିକ ଅନୁଭୂତ ହେଉଛି । ପରିବାରରୁ ହିଁ ପିଲାମାନେ ସଂସ୍କାର ଶିଖନ୍ତି । ପିତାମାତା ନିଜ ସନ୍ତାନକୁ ଠିକ୍ ବାଟ ଦେଖାଇଲେ ସେମାନେ କେବେ ବି ଭୁଲ ରାସ୍ତାରେ ଯିବେ ନାହିଁ । ବିଦ୍ୟାଳୟରେ ନୈତିକ ଶିକ୍ଷାର ଆବଶ୍ୟକତା ଆଜି ସବୁଠାରୁ ଅଧିକ ଅନୁଭୂତ ହେଉଛି । ପରିବାରରୁ ହିଁ ପିଲାମାନେ ସଂସ୍କାର ଶିଖନ୍ତି । ପିତାମାତା ନିଜ ସନ୍ତାନକୁ ଠିକ୍ ବାଟ ଦେଖାଇଲେ ସେମାନେ କେବେ ବି ଭୁଲ ରାସ୍ତାରେ ଯିବେ ନାହିଁ । ବିଦ୍ୟାଳୟରେ ନୈତିକ ଶିକ୍ଷାର ଆବଶ୍ୟକତା ଆଜି ସବୁଠାରୁ ଅଧିକ ଅନୁଭୂତ ହେଉଛି । bbox=[1355, 426, 1521, 957]
page-number: ୭ bbox=[1492, 19, 1501, 34]
feature-paragraph: ସଂସାରରେ ସୁଖ ଓ ଦୁଃଖ ଚକ୍ର ପରି ଘୂରି ବୁଲେ । ଦୁଃଖ ସମୟରେ ଧୈର୍ଯ୍ୟ ନ ହରାଇ ଆଗକୁ ବଢ଼ିବା ହିଁ ବୀରର ଲକ୍ଷଣ । ପ୍ରକୃତି ଆମକୁ ପ୍ରତି ମୁହୂର୍ତ୍ତରେ ଶିକ୍ଷା ଦିଏ, କେବଳ ଆମେ ତାହାକୁ ଗ୍ରହଣ କରିବାକୁ ପ୍ରସ୍ତୁତ ରହିବା ଦରକାର । bbox=[233, 693, 454, 760]
whatsapp-icon bbox=[21, 423, 44, 446]
brand-wordmark-small: ପ୍ରଗତିବାଦୀ bbox=[142, 16, 208, 31]
column-rule bbox=[693, 46, 694, 380]
sunset-time: ସୂର୍ଯ୍ୟାସ୍ତ: ୫ ଘ ୫୪ ମି ୫ ସେ bbox=[91, 373, 203, 385]
article-paragraph: ଭାଇଚାରା ହେଉଛି ସମାଜର ମୂଳଭିତ୍ତି । କିନ୍ତୁ ଆଜିକାଲି ଭାଇଚାରା ବଦଳରେ ଭାଇଗିରି ବଢ଼ିବାରେ ଲାଗିଛି । ଯୁବ ସମାଜ ଭୁଲ ରାସ୍ତାରେ ଯାଇ ନିଜ ଭବିଷ୍ୟତ ନଷ୍ଟ କରୁଛନ୍ତି । ଦାଦାଗିରି ଓ ଗୁଣ୍ଡାଗିରିକୁ ବୀରତ୍ୱ ବୋଲି ଭାବିବା ଏକ ଭ୍ରାନ୍ତ ଧାରଣା । ଭାଇଚାରା ହେଉଛି ସମାଜର ମୂଳଭିତ୍ତି । କିନ୍ତୁ ଆଜିକାଲି ଭାଇଚାରା ବଦଳରେ ଭାଇଗିରି ବଢ଼ିବାରେ ଲାଗିଛି । ଯୁବ ସମାଜ ଭୁଲ ରାସ୍ତାରେ ଯାଇ ନିଜ ଭବିଷ୍ୟତ ନଷ୍ଟ କରୁଛନ୍ତି । ଦାଦାଗିରି ଓ ଗୁଣ୍ଡାଗିରିକୁ ବୀରତ୍ୱ ବୋଲି ଭାବିବା ଏକ ଭ୍ରାନ୍ତ ଧାରଣା । ଭାଇଚାରା ହେଉଛି ସମାଜର ମୂଳଭିତ୍ତି । କିନ୍ତୁ ଆଜିକାଲି ଭାଇଚାରା ବଦଳରେ ଭାଇଗିରି ବଢ଼ିବାରେ ଲାଗିଛି । ଯୁବ ସମାଜ ଭୁଲ ରାସ୍ତାରେ ଯାଇ ନିଜ ଭବିଷ୍ୟତ ନଷ୍ଟ କରୁଛନ୍ତି । ଦାଦାଗିରି ଓ ଗୁଣ୍ଡାଗିରିକୁ ବୀରତ୍ୱ ବୋଲି ଭାବିବା ଏକ ଭ୍ରାନ୍ତ ଧାରଣା । ଭାଇଚାରା ହେଉଛି ସମାଜର ମୂଳଭିତ୍ତି । କିନ୍ତୁ ଆଜିକାଲି ଭାଇଚାରା ବଦଳରେ ଭାଇଗିରି ବଢ଼ିବାରେ ଲାଗିଛି । ଯୁବ ସମାଜ ଭୁଲ ରାସ୍ତାରେ ଯାଇ ନିଜ ଭବିଷ୍ୟତ ନଷ୍ଟ କରୁଛନ୍ତି । ଦାଦାଗିରି ଓ ଗୁଣ୍ଡାଗିରିକୁ ବୀରତ୍ୱ ବୋଲି ଭାବିବା ଏକ ଭ୍ରାନ୍ତ ଧାରଣା । ଭାଇଚାରା ହେଉଛି ସମାଜର ମୂଳଭିତ୍ତି । କିନ୍ତୁ ଆଜିକାଲି ଭାଇଚାରା ବଦଳରେ ଭାଇଗିରି ବଢ଼ିବାରେ ଲାଗିଛି । ଯୁବ ସମାଜ ଭୁଲ ରାସ୍ତାରେ ଯାଇ ନିଜ ଭବିଷ୍ୟତ ନଷ୍ଟ କରୁଛନ୍ତି । ଦାଦାଗିରି ଓ ଗୁଣ୍ଡାଗିରିକୁ ବୀରତ୍ୱ ବୋଲି ଭାବିବା ଏକ ଭ୍ରାନ୍ତ ଧାରଣା । ଭାଇଚାରା ହେଉଛି ସମାଜର ମୂଳଭିତ୍ତି । କିନ୍ତୁ ଆଜିକାଲି ଭାଇଚାରା ବଦଳରେ ଭାଇଗିରି ବଢ଼ିବାରେ ଲାଗିଛି । ଯୁବ ସମାଜ ଭୁଲ ରାସ୍ତାରେ ଯାଇ ନିଜ ଭବିଷ୍ୟତ ନଷ୍ଟ କରୁଛନ୍ତି । ଦାଦାଗିରି ଓ ଗୁଣ୍ଡାଗିରିକୁ ବୀରତ୍ୱ ବୋଲି ଭାବିବା ଏକ ଭ୍ରାନ୍ତ ଧାରଣା । bbox=[1180, 513, 1346, 1030]
feature-dropcap-paragraph bbox=[26, 653, 226, 928]
article-paragraph: ଅଧିକାର ଓ କର୍ତ୍ତବ୍ୟ ଗୋଟିଏ ମୁଦ୍ରାର ଦୁଇ ପାର୍ଶ୍ୱ । ଅଧିକାର ଦାବି କରିବା ପୂର୍ବରୁ ନିଜ କର୍ତ୍ତବ୍ୟ ପାଳନ କରିବା ଆବଶ୍ୟକ । ସମ୍ବିଧାନ ଆମକୁ ଅନେକ ମୌଳିକ ଅଧିକାର ଦେଇଛି, ସେହିପରି କିଛି ମୌଳିକ କର୍ତ୍ତବ୍ୟ ମଧ୍ୟ ନିର୍ଦ୍ଧାରଣ କରିଛି । ଅଧିକାର ଓ କର୍ତ୍ତବ୍ୟ ଗୋଟିଏ ମୁଦ୍ରାର ଦୁଇ ପାର୍ଶ୍ୱ । ଅଧିକାର ଦାବି କରିବା ପୂର୍ବରୁ ନିଜ କର୍ତ୍ତବ୍ୟ ପାଳନ କରିବା ଆବଶ୍ୟକ । ସମ୍ବିଧାନ ଆମକୁ ଅନେକ ମୌଳିକ ଅଧିକାର ଦେଇଛି, ସେହିପରି କିଛି ମୌଳିକ କର୍ତ୍ତବ୍ୟ ମଧ୍ୟ ନିର୍ଦ୍ଧାରଣ କରିଛି । ଅଧିକାର ଓ କର୍ତ୍ତବ୍ୟ ଗୋଟିଏ ମୁଦ୍ରାର ଦୁଇ ପାର୍ଶ୍ୱ । ଅଧିକାର ଦାବି କରିବା ପୂର୍ବରୁ ନିଜ କର୍ତ୍ତବ୍ୟ ପାଳନ କରିବା ଆବଶ୍ୟକ । ସମ୍ବିଧାନ ଆମକୁ ଅନେକ ମୌଳିକ ଅଧିକାର ଦେଇଛି, ସେହିପରି କିଛି ମୌଳିକ କର୍ତ୍ତବ୍ୟ ମଧ୍ୟ ନିର୍ଦ୍ଧାରଣ କରିଛି । ଅଧିକାର ଓ କର୍ତ୍ତବ୍ୟ ଗୋଟିଏ ମୁଦ୍ରାର ଦୁଇ ପାର୍ଶ୍ୱ । ଅଧିକାର ଦାବି କରିବା ପୂର୍ବରୁ ନିଜ କର୍ତ୍ତବ୍ୟ ପାଳନ କରିବା ଆବଶ୍ୟକ । ସମ୍ବିଧାନ ଆମକୁ ଅନେକ ମୌଳିକ ଅଧିକାର ଦେଇଛି, ସେହିପରି କିଛି ମୌଳିକ କର୍ତ୍ତବ୍ୟ ମଧ୍ୟ ନିର୍ଦ୍ଧାରଣ କରିଛି । ଅଧିକାର ଓ କର୍ତ୍ତବ୍ୟ ଗୋଟିଏ ମୁଦ୍ରାର ଦୁଇ ପାର୍ଶ୍ୱ । ଅଧିକାର ଦାବି କରିବା ପୂର୍ବରୁ ନିଜ କର୍ତ୍ତବ୍ୟ ପାଳନ କରିବା ଆବଶ୍ୟକ । ସମ୍ବିଧାନ ଆମକୁ ଅନେକ ମୌଳିକ ଅଧିକାର ଦେଇଛି, ସେହିପରି କିଛି ମୌଳିକ କର୍ତ୍ତବ୍ୟ ମଧ୍ୟ ନିର୍ଦ୍ଧାରଣ କରିଛି । ଅଧିକାର ଓ କର୍ତ୍ତବ୍ୟ ଗୋଟିଏ ମୁଦ୍ରାର ଦୁଇ ପାର୍ଶ୍ୱ । ଅଧିକାର ଦାବି କରିବା ପୂର୍ବରୁ ନିଜ କର୍ତ୍ତବ୍ୟ ପାଳନ କରିବା ଆବଶ୍ୟକ । ସମ୍ବିଧାନ ଆମକୁ ଅନେକ ମୌଳିକ ଅଧିକାର ଦେଇଛି, ସେହିପରି କିଛି ମୌଳିକ କର୍ତ୍ତବ୍ୟ ମଧ୍ୟ ନିର୍ଦ୍ଧାରଣ କରିଛି । bbox=[718, 1040, 933, 1402]
person-avatar-icon bbox=[407, 1078, 456, 1088]
drop-cap: ସୃ bbox=[26, 651, 49, 690]
book-icon bbox=[34, 319, 61, 346]
article-vande-mataram-continued bbox=[1080, 46, 1519, 377]
article-paragraph: ଜାତୀୟ ଗୀତ ଓ ଜାତୀୟ ସଂଗୀତକୁ ନେଇ ରାଜନୀତି କରିବା ଦୁର୍ଭାଗ୍ୟଜନକ । ଦେଶପ୍ରେମ କୌଣସି ଦଳ ବା ଗୋଷ୍ଠୀର ସମ୍ପତ୍ତି ନୁହେଁ । ଇତିହାସକୁ ଫେରି ଚାହିଁଲେ ଜଣାଯାଏ ଯେ ସ୍ୱାଧୀନତା ସଂଗ୍ରାମରେ ସମସ୍ତ ବର୍ଗର ଲୋକ ଏକଜୁଟ ହୋଇ ଲଢ଼ିଥିଲେ । ଆଜି ସେହି ଏକତାକୁ ଭାଙ୍ଗିବା ପାଇଁ କେତେକ ସ୍ୱାର୍ଥନ୍ୱେଷୀ ମହଲ ଚେଷ୍ଟା କରୁଛନ୍ତି । ଜାତୀୟ ଗୀତ ଓ ଜାତୀୟ ସଂଗୀତକୁ ନେଇ ରାଜନୀତି କରିବା ଦୁର୍ଭାଗ୍ୟଜନକ । ଦେଶପ୍ରେମ କୌଣସି ଦଳ ବା ଗୋଷ୍ଠୀର ସମ୍ପତ୍ତି ନୁହେଁ । ଇତିହାସକୁ ଫେରି ଚାହିଁଲେ ଜଣାଯାଏ ଯେ ସ୍ୱାଧୀନତା ସଂଗ୍ରାମରେ ସମସ୍ତ ବର୍ଗର ଲୋକ ଏକଜୁଟ ହୋଇ ଲଢ଼ିଥିଲେ । ଆଜି ସେହି ଏକତାକୁ ଭାଙ୍ଗିବା ପାଇଁ କେତେକ ସ୍ୱାର୍ଥନ୍ୱେଷୀ ମହଲ ଚେଷ୍ଟା କରୁଛନ୍ତି । bbox=[702, 128, 939, 287]
article-column-2 bbox=[1356, 425, 1522, 2289]
feature-paragraph: ମଣିଷ ଜୀବନ କ୍ଷଣଭଙ୍ଗୁର, ତଥାପି ଏହି କ୍ଷୁଦ୍ର ଜୀବନରେ ଅନେକ କିଛି କରିବାର ସୁଯୋଗ ରହିଛି । ଯିଏ ସମୟର ସଦୁପଯୋଗ କରେ, ସିଏ ହିଁ ଜୀବନରେ ସଫଳ ହୁଏ । ଆଶା ଓ ବିଶ୍ୱାସ ହେଉଛି ଜୀବନର ଦୁଇଟି ଡେଣା, ଯାହା ଆମକୁ ଉଚ୍ଚରୁ ଉଚ୍ଚକୁ ନେଇଯାଏ । ମଣିଷ ଜୀବନ କ୍ଷଣଭଙ୍ଗୁର, ତଥାପି ଏହି କ୍ଷୁଦ୍ର ଜୀବନରେ ଅନେକ କିଛି କରିବାର ସୁଯୋଗ ରହିଛି । ଯିଏ ସମୟର ସଦୁପଯୋଗ କରେ, ସିଏ ହିଁ ଜୀବନରେ ସଫଳ ହୁଏ । ଆଶା ଓ ବିଶ୍ୱାସ ହେଉଛି ଜୀବନର ଦୁଇଟି ଡେଣା, ଯାହା ଆମକୁ ଉଚ୍ଚରୁ ଉଚ୍ଚକୁ ନେଇଯାଏ । bbox=[469, 591, 690, 713]
sunrise-silhouette-illustration bbox=[469, 458, 689, 582]
registration-dots-right bbox=[1432, 21, 1465, 27]
page-label: ପୃଷ୍ଠା bbox=[1488, 12, 1506, 20]
article-paragraph: ଅଧିକାର ଓ କର୍ତ୍ତବ୍ୟ ଗୋଟିଏ ମୁଦ୍ରାର ଦୁଇ ପାର୍ଶ୍ୱ । ଅଧିକାର ଦାବି କରିବା ପୂର୍ବରୁ ନିଜ କର୍ତ୍ତବ୍ୟ ପାଳନ କରିବା ଆବଶ୍ୟକ । ସମ୍ବିଧାନ ଆମକୁ ଅନେକ ମୌଳିକ ଅଧିକାର ଦେଇଛି, ସେହିପରି କିଛି ମୌଳିକ କର୍ତ୍ତବ୍ୟ ମଧ୍ୟ ନିର୍ଦ୍ଧାରଣ କରିଛି । ଅଧିକାର ଓ କର୍ତ୍ତବ୍ୟ ଗୋଟିଏ ମୁଦ୍ରାର ଦୁଇ ପାର୍ଶ୍ୱ । ଅଧିକାର ଦାବି କରିବା ପୂର୍ବରୁ ନିଜ କର୍ତ୍ତବ୍ୟ ପାଳନ କରିବା ଆବଶ୍ୟକ । ସମ୍ବିଧାନ ଆମକୁ ଅନେକ ମୌଳିକ ଅଧିକାର ଦେଇଛି, ସେହିପରି କିଛି ମୌଳିକ କର୍ତ୍ତବ୍ୟ ମଧ୍ୟ ନିର୍ଦ୍ଧାରଣ କରିଛି । ଅଧିକାର ଓ କର୍ତ୍ତବ୍ୟ ଗୋଟିଏ ମୁଦ୍ରାର ଦୁଇ ପାର୍ଶ୍ୱ । ଅଧିକାର ଦାବି କରିବା ପୂର୍ବରୁ ନିଜ କର୍ତ୍ତବ୍ୟ ପାଳନ କରିବା ଆବଶ୍ୟକ । ସମ୍ବିଧାନ ଆମକୁ ଅନେକ ମୌଳିକ ଅଧିକାର ଦେଇଛି, ସେହିପରି କିଛି ମୌଳିକ କର୍ତ୍ତବ୍ୟ ମଧ୍ୟ ନିର୍ଦ୍ଧାରଣ କରିଛି । ଅଧିକାର ଓ କର୍ତ୍ତବ୍ୟ ଗୋଟିଏ ମୁଦ୍ରାର ଦୁଇ ପାର୍ଶ୍ୱ । ଅଧିକାର ଦାବି କରିବା ପୂର୍ବରୁ ନିଜ କର୍ତ୍ତବ୍ୟ ପାଳନ କରିବା ଆବଶ୍ୟକ । ସମ୍ବିଧାନ ଆମକୁ ଅନେକ ମୌଳିକ ଅଧିକାର ଦେଇଛି, ସେହିପରି କିଛି ମୌଳିକ କର୍ତ୍ତବ୍ୟ ମଧ୍ୟ ନିର୍ଦ୍ଧାରଣ କରିଛି । ଅଧିକାର ଓ କର୍ତ୍ତବ୍ୟ ଗୋଟିଏ ମୁଦ୍ରାର ଦୁଇ ପାର୍ଶ୍ୱ । ଅଧିକାର ଦାବି କରିବା ପୂର୍ବରୁ ନିଜ କର୍ତ୍ତବ୍ୟ ପାଳନ କରିବା ଆବଶ୍ୟକ । ସମ୍ବିଧାନ ଆମକୁ ଅନେକ ମୌଳିକ ଅଧିକାର ଦେଇଛି, ସେହିପରି କିଛି ମୌଳିକ କର୍ତ୍ତବ୍ୟ ମଧ୍ୟ ନିର୍ଦ୍ଧାରଣ କରିଛି । ଅଧିକାର ଓ କର୍ତ୍ତବ୍ୟ ଗୋଟିଏ ମୁଦ୍ରାର ଦୁଇ ପାର୍ଶ୍ୱ । ଅଧିକାର ଦାବି କରିବା ପୂର୍ବରୁ ନିଜ କର୍ତ୍ତବ୍ୟ ପାଳନ କରିବା ଆବଶ୍ୟକ । ସମ୍ବିଧାନ ଆମକୁ ଅନେକ ମୌଳିକ ଅଧିକାର ଦେଇଛି, ସେହିପରି କିଛି ମୌଳିକ କର୍ତ୍ତବ୍ୟ ମଧ୍ୟ ନିର୍ଦ୍ଧାରଣ କରିଛି । bbox=[260, 1040, 475, 1458]
author-photo bbox=[406, 1078, 458, 1092]
feature-column-2 bbox=[469, 457, 690, 961]
editorial-paragraph: ଗଣତନ୍ତ୍ରର ସଫଳତା ନିର୍ଭର କରେ ଜନସାଧାରଣଙ୍କ ସଚେତନତା ଉପରେ । ଦେଶର ପ୍ରତ୍ୟେକ ନାଗରିକ ନିଜ ଅଧିକାର ସହିତ ନିଜ କର୍ତ୍ତବ୍ୟ ସମ୍ପର୍କରେ ମଧ୍ୟ ସଚେତନ ରହିବା ଆବଶ୍ୟକ । ସରକାର ଯେତେ ଯୋଜନା କଲେ ମଧ୍ୟ ଜନସହଯୋଗ ବିନା କୌଣସି ଯୋଜନା ସଫଳ ହୋଇପାରିବ ନାହିଁ । ତେଣୁ ସମସ୍ତେ ମିଳିମିଶି କାମ କଲେ ହିଁ ସମାଜର ପ୍ରକୃତ ଉନ୍ନତି ସମ୍ଭବ । ଗଣତନ୍ତ୍ରର ସଫଳତା ନିର୍ଭର କରେ ଜନସାଧାରଣଙ୍କ ସଚେତନତା ଉପରେ । ଦେଶର ପ୍ରତ୍ୟେକ ନାଗରିକ ନିଜ ଅଧିକାର ସହିତ ନିଜ କର୍ତ୍ତବ୍ୟ ସମ୍ପର୍କରେ ମଧ୍ୟ ସଚେତନ ରହିବା ଆବଶ୍ୟକ । ସରକାର ଯେତେ ଯୋଜନା କଲେ ମଧ୍ୟ ଜନସହଯୋଗ ବିନା କୌଣସି ଯୋଜନା ସଫଳ ହୋଇପାରିବ ନାହିଁ । ତେଣୁ ସମସ୍ତେ ମିଳିମିଶି କାମ କଲେ ହିଁ ସମାଜର ପ୍ରକୃତ ଉନ୍ନତି ସମ୍ଭବ । bbox=[246, 49, 612, 237]
contact-emails[interactable]: editor@pragativadi.com / Feature@pragativadi.com bbox=[51, 427, 163, 453]
section-rule bbox=[237, 382, 1519, 383]
print-registration-marks bbox=[1, 2385, 1529, 2401]
feature-paragraph: ସଂସାରରେ ସୁଖ ଓ ଦୁଃଖ ଚକ୍ର ପରି ଘୂରି ବୁଲେ । ଦୁଃଖ ସମୟରେ ଧୈର୍ଯ୍ୟ ନ ହରାଇ ଆଗକୁ ବଢ଼ିବା ହିଁ ବୀରର ଲକ୍ଷଣ । ପ୍ରକୃତି ଆମକୁ ପ୍ରତି ମୁହୂର୍ତ୍ତରେ ଶିକ୍ଷା ଦିଏ, କେବଳ ଆମେ ତାହାକୁ ଗ୍ରହଣ କରିବାକୁ ପ୍ରସ୍ତୁତ ରହିବା ଦରକାର । ସଂସାରରେ ସୁଖ ଓ ଦୁଃଖ ଚକ୍ର ପରି ଘୂରି ବୁଲେ । ଦୁଃଖ ସମୟରେ ଧୈର୍ଯ୍ୟ ନ ହରାଇ ଆଗକୁ ବଢ଼ିବା ହିଁ ବୀରର ଲକ୍ଷଣ । ପ୍ରକୃତି ଆମକୁ ପ୍ରତି ମୁହୂର୍ତ୍ତରେ ଶିକ୍ଷା ଦିଏ, କେବଳ ଆମେ ତାହାକୁ ଗ୍ରହଣ କରିବାକୁ ପ୍ରସ୍ତୁତ ରହିବା ଦରକାର । bbox=[469, 702, 690, 824]
author-name: ତୃପ୍ତି ପଣ୍ଡା bbox=[184, 997, 233, 1007]
article-column-1 bbox=[1180, 425, 1346, 2289]
person-avatar-icon bbox=[1235, 427, 1291, 483]
panchang-label: ତିଥିବାର bbox=[24, 362, 71, 378]
page-number-box bbox=[1480, 8, 1514, 39]
gandhi-quote-attribution: - ମହାତ୍ମା ଗାନ୍ଧୀ bbox=[164, 275, 233, 287]
sunrise-time: ସୂର୍ଯ୍ୟୋଦୟ: ୬ ଘ ୨୪ ମି ୧୯ ସେ bbox=[91, 358, 213, 370]
feature-paragraph: ପ୍ରଭାତର ପ୍ରଥମ କିରଣ ଯେତେବେଳେ ଧରଣୀ ଉପରେ ପଡ଼େ, ସେତେବେଳେ ସମଗ୍ର ପ୍ରକୃତି ଏକ ନୂତନ ଉଲ୍ଲାସରେ ଭରିଯାଏ । ଜୀବନର ପ୍ରତ୍ୟେକ ସକାଳ ଆମ ପାଇଁ ଏକ ନୂଆ ସମ୍ଭାବନା ନେଇ ଆସେ । ଅତୀତର ଦୁଃଖକୁ ଭୁଲି ଆଗକୁ ବଢ଼ିବାର ନାମ ହିଁ ଜୀବନ । ପ୍ରଭାତର ପ୍ରଥମ କିରଣ ଯେତେବେଳେ ଧରଣୀ ଉପରେ ପଡ଼େ, ସେତେବେଳେ ସମଗ୍ର ପ୍ରକୃତି ଏକ ନୂତନ ଉଲ୍ଲାସରେ ଭରିଯାଏ । ଜୀବନର ପ୍ରତ୍ୟେକ ସକାଳ ଆମ ପାଇଁ ଏକ ନୂଆ ସମ୍ଭାବନା ନେଇ ଆସେ । ଅତୀତର ଦୁଃଖକୁ ଭୁଲି ଆଗକୁ ବଢ଼ିବାର ନାମ ହିଁ ଜୀବନ । bbox=[940, 623, 1161, 760]
author-card bbox=[26, 472, 226, 550]
feature-paragraph: ସଂସାରରେ ସୁଖ ଓ ଦୁଃଖ ଚକ୍ର ପରି ଘୂରି ବୁଲେ । ଦୁଃଖ ସମୟରେ ଧୈର୍ଯ୍ୟ ନ ହରାଇ ଆଗକୁ ବଢ଼ିବା ହିଁ ବୀରର ଲକ୍ଷଣ । ପ୍ରକୃତି ଆମକୁ ପ୍ରତି ମୁହୂର୍ତ୍ତରେ ଶିକ୍ଷା ଦିଏ, କେବଳ ଆମେ ତାହାକୁ ଗ୍ରହଣ କରିବାକୁ ପ୍ରସ୍ତୁତ ରହିବା ଦରକାର । ସଂସାରରେ ସୁଖ ଓ ଦୁଃଖ ଚକ୍ର ପରି ଘୂରି ବୁଲେ । ଦୁଃଖ ସମୟରେ ଧୈର୍ଯ୍ୟ ନ ହରାଇ ଆଗକୁ ବଢ଼ିବା ହିଁ ବୀରର ଲକ୍ଷଣ । ପ୍ରକୃତି ଆମକୁ ପ୍ରତି ମୁହୂର୍ତ୍ତରେ ଶିକ୍ଷା ଦିଏ, କେବଳ ଆମେ ତାହାକୁ ଗ୍ରହଣ କରିବାକୁ ପ୍ରସ୍ତୁତ ରହିବା ଦରକାର । bbox=[704, 458, 925, 566]
person-avatar-icon bbox=[98, 474, 154, 530]
author-phone: ■ ମୋ: ୯୮ ୨୬୬୭୪୪୩ bbox=[1062, 2291, 1149, 2302]
article-paragraph: ଭାଇଚାରା ହେଉଛି ସମାଜର ମୂଳଭିତ୍ତି । କିନ୍ତୁ ଆଜିକାଲି ଭାଇଚାରା ବଦଳରେ ଭାଇଗିରି ବଢ଼ିବାରେ ଲାଗିଛି । ଯୁବ ସମାଜ ଭୁଲ ରାସ୍ତାରେ ଯାଇ ନିଜ ଭବିଷ୍ୟତ ନଷ୍ଟ କରୁଛନ୍ତି । ଦାଦାଗିରି ଓ ଗୁଣ୍ଡାଗିରିକୁ ବୀରତ୍ୱ ବୋଲି ଭାବିବା ଏକ ଭ୍ରାନ୍ତ ଧାରଣା । ଭାଇଚାରା ହେଉଛି ସମାଜର ମୂଳଭିତ୍ତି । କିନ୍ତୁ ଆଜିକାଲି ଭାଇଚାରା ବଦଳରେ ଭାଇଗିରି ବଢ଼ିବାରେ ଲାଗିଛି । ଯୁବ ସମାଜ ଭୁଲ ରାସ୍ତାରେ ଯାଇ ନିଜ ଭବିଷ୍ୟତ ନଷ୍ଟ କରୁଛନ୍ତି । ଦାଦାଗିରି ଓ ଗୁଣ୍ଡାଗିରିକୁ ବୀରତ୍ୱ ବୋଲି ଭାବିବା ଏକ ଭ୍ରାନ୍ତ ଧାରଣା । ଭାଇଚାରା ହେଉଛି ସମାଜର ମୂଳଭିତ୍ତି । କିନ୍ତୁ ଆଜିକାଲି ଭାଇଚାରା ବଦଳରେ ଭାଇଗିରି ବଢ଼ିବାରେ ଲାଗିଛି । ଯୁବ ସମାଜ ଭୁଲ ରାସ୍ତାରେ ଯାଇ ନିଜ ଭବିଷ୍ୟତ ନଷ୍ଟ କରୁଛନ୍ତି । ଦାଦାଗିରି ଓ ଗୁଣ୍ଡାଗିରିକୁ ବୀରତ୍ୱ ବୋଲି ଭାବିବା ଏକ ଭ୍ରାନ୍ତ ଧାରଣା । ଭାଇଚାରା ହେଉଛି ସମାଜର ମୂଳଭିତ୍ତି । କିନ୍ତୁ ଆଜିକାଲି ଭାଇଚାରା ବଦଳରେ ଭାଇଗିରି ବଢ଼ିବାରେ ଲାଗିଛି । ଯୁବ ସମାଜ ଭୁଲ ରାସ୍ତାରେ ଯାଇ ନିଜ ଭବିଷ୍ୟତ ନଷ୍ଟ କରୁଛନ୍ତି । ଦାଦାଗିରି ଓ ଗୁଣ୍ଡାଗିରିକୁ ବୀରତ୍ୱ ବୋଲି ଭାବିବା ଏକ ଭ୍ରାନ୍ତ ଧାରଣା । ଭାଇଚାରା ହେଉଛି ସମାଜର ମୂଳଭିତ୍ତି । କିନ୍ତୁ ଆଜିକାଲି ଭାଇଚାରା ବଦଳରେ ଭାଇଗିରି ବଢ଼ିବାରେ ଲାଗିଛି । ଯୁବ ସମାଜ ଭୁଲ ରାସ୍ତାରେ ଯାଇ ନିଜ ଭବିଷ୍ୟତ ନଷ୍ଟ କରୁଛନ୍ତି । ଦାଦାଗିରି ଓ ଗୁଣ୍ଡାଗିରିକୁ ବୀରତ୍ୱ ବୋଲି ଭାବିବା ଏକ ଭ୍ରାନ୍ତ ଧାରଣା । ଭାଇଚାରା ହେଉଛି ସମାଜର ମୂଳଭିତ୍ତି । କିନ୍ତୁ ଆଜିକାଲି ଭାଇଚାରା ବଦଳରେ ଭାଇଗିରି ବଢ଼ିବାରେ ଲାଗିଛି । ଯୁବ ସମାଜ ଭୁଲ ରାସ୍ତାରେ ଯାଇ ନିଜ ଭବିଷ୍ୟତ ନଷ୍ଟ କରୁଛନ୍ତି । ଦାଦାଗିରି ଓ ଗୁଣ୍ଡାଗିରିକୁ ବୀରତ୍ୱ ବୋଲି ଭାବିବା ଏକ ଭ୍ରାନ୍ତ ଧାରଣା । bbox=[1355, 945, 1521, 1463]
section-rule bbox=[26, 978, 1161, 979]
page-disclaimer: ଏହି ପୃଷ୍ଠାରେ ପ୍ରକାଶ ପାଉଥିବା ଲେଖା ଲେଖକଙ୍କର ସମ୍ପୂର୍ଣ୍ଣ ନିଜସ୍ୱ ମତ । ଏହା ପ୍ରତିନିଧିତ୍ୱ ମତ ନୁହେଁ । bbox=[388, 2332, 1143, 2359]
top-bar bbox=[12, 6, 1519, 42]
feature-title: ସମ୍ଭାରର ସ୍ୱାଗତିକା bbox=[474, 388, 920, 445]
article-paragraph: ଯେଉଁ ସମାଜରେ ଲୋକେ କେବଳ ଅଧିକାର କଥା କହନ୍ତି ଏବଂ କର୍ତ୍ତବ୍ୟକୁ ଭୁଲିଯାଆନ୍ତି, ସେ ସମାଜ କେବେ ଆଗକୁ ବଢ଼ିପାରେ ନାହିଁ । ପରିବାର, ସମାଜ ଓ ଦେଶ ପ୍ରତି ଆମର ଯେଉଁ ଦାୟିତ୍ୱ ରହିଛି ତାହା ନିଷ୍ଠାର ସହ ପାଳନ କରିବା ଉଚିତ । ଯେଉଁ ସମାଜରେ ଲୋକେ କେବଳ ଅଧିକାର କଥା କହନ୍ତି ଏବଂ କର୍ତ୍ତବ୍ୟକୁ ଭୁଲିଯାଆନ୍ତି, ସେ ସମାଜ କେବେ ଆଗକୁ ବଢ଼ିପାରେ ନାହିଁ । ପରିବାର, ସମାଜ ଓ ଦେଶ ପ୍ରତି ଆମର ଯେଉଁ ଦାୟିତ୍ୱ ରହିଛି ତାହା ନିଷ୍ଠାର ସହ ପାଳନ କରିବା ଉଚିତ । ଯେଉଁ ସମାଜରେ ଲୋକେ କେବଳ ଅଧିକାର କଥା କହନ୍ତି ଏବଂ କର୍ତ୍ତବ୍ୟକୁ ଭୁଲିଯାଆନ୍ତି, ସେ ସମାଜ କେବେ ଆଗକୁ ବଢ଼ିପାରେ ନାହିଁ । ପରିବାର, ସମାଜ ଓ ଦେଶ ପ୍ରତି ଆମର ଯେଉଁ ଦାୟିତ୍ୱ ରହିଛି ତାହା ନିଷ୍ଠାର ସହ ପାଳନ କରିବା ଉଚିତ । ଯେଉଁ ସମାଜରେ ଲୋକେ କେବଳ ଅଧିକାର କଥା କହନ୍ତି ଏବଂ କର୍ତ୍ତବ୍ୟକୁ ଭୁଲିଯାଆନ୍ତି, ସେ ସମାଜ କେବେ ଆଗକୁ ବଢ଼ିପାରେ ନାହିଁ । ପରିବାର, ସମାଜ ଓ ଦେଶ ପ୍ରତି ଆମର ଯେଉଁ ଦାୟିତ୍ୱ ରହିଛି ତାହା ନିଷ୍ଠାର ସହ ପାଳନ କରିବା ଉଚିତ । ଯେଉଁ ସମାଜରେ ଲୋକେ କେବଳ ଅଧିକାର କଥା କହନ୍ତି ଏବଂ କର୍ତ୍ତବ୍ୟକୁ ଭୁଲିଯାଆନ୍ତି, ସେ ସମାଜ କେବେ ଆଗକୁ ବଢ଼ିପାରେ ନାହିଁ । ପରିବାର, ସମାଜ ଓ ଦେଶ ପ୍ରତି ଆମର ଯେଉଁ ଦାୟିତ୍ୱ ରହିଛି ତାହା ନିଷ୍ଠାର ସହ ପାଳନ କରିବା ଉଚିତ । ଯେଉଁ ସମାଜରେ ଲୋକେ କେବଳ ଅଧିକାର କଥା କହନ୍ତି ଏବଂ କର୍ତ୍ତବ୍ୟକୁ ଭୁଲିଯାଆନ୍ତି, ସେ ସମାଜ କେବେ ଆଗକୁ ବଢ଼ିପାରେ ନାହିଁ । ପରିବାର, ସମାଜ ଓ ଦେଶ ପ୍ରତି ଆମର ଯେଉଁ ଦାୟିତ୍ୱ ରହିଛି ତାହା ନିଷ୍ଠାର ସହ ପାଳନ କରିବା ଉଚିତ । bbox=[488, 1040, 703, 1402]
panchang-line2: ସପ୍ତମୀ ରା ଘ ୫୯ ମି ୫ ଓ ପାର୍ବଣ ଶ୍ରାଦ୍ଧ bbox=[91, 326, 215, 354]
almanac-book-badge bbox=[23, 309, 72, 357]
newspaper-logo: ପ୍ରଗତିବାଦୀ bbox=[94, 53, 228, 85]
author-card bbox=[1180, 425, 1346, 505]
article-paragraph: ପରିବାରରୁ ହିଁ ପିଲାମାନେ ସଂସ୍କାର ଶିଖନ୍ତି । ପିତାମାତା ନିଜ ସନ୍ତାନକୁ ଠିକ୍ ବାଟ ଦେଖାଇଲେ ସେମାନେ କେବେ ବି ଭୁଲ ରାସ୍ତାରେ ଯିବେ ନାହିଁ । ବିଦ୍ୟାଳୟରେ ନୈତିକ ଶିକ୍ଷାର ଆବଶ୍ୟକତା ଆଜି ସବୁଠାରୁ ଅଧିକ ଅନୁଭୂତ ହେଉଛି । ପରିବାରରୁ ହିଁ ପିଲାମାନେ ସଂସ୍କାର ଶିଖନ୍ତି । ପିତାମାତା ନିଜ ସନ୍ତାନକୁ ଠିକ୍ ବାଟ ଦେଖାଇଲେ ସେମାନେ କେବେ ବି ଭୁଲ ରାସ୍ତାରେ ଯିବେ ନାହିଁ । ବିଦ୍ୟାଳୟରେ ନୈତିକ ଶିକ୍ଷାର ଆବଶ୍ୟକତା ଆଜି ସବୁଠାରୁ ଅଧିକ ଅନୁଭୂତ ହେଉଛି । ପରିବାରରୁ ହିଁ ପିଲାମାନେ ସଂସ୍କାର ଶିଖନ୍ତି । ପିତାମାତା ନିଜ ସନ୍ତାନକୁ ଠିକ୍ ବାଟ ଦେଖାଇଲେ ସେମାନେ କେବେ ବି ଭୁଲ ରାସ୍ତାରେ ଯିବେ ନାହିଁ । ବିଦ୍ୟାଳୟରେ ନୈତିକ ଶିକ୍ଷାର ଆବଶ୍ୟକତା ଆଜି ସବୁଠାରୁ ଅଧିକ ଅନୁଭୂତ ହେଉଛି । ପରିବାରରୁ ହିଁ ପିଲାମାନେ ସଂସ୍କାର ଶିଖନ୍ତି । ପିତାମାତା ନିଜ ସନ୍ତାନକୁ ଠିକ୍ ବାଟ ଦେଖାଇଲେ ସେମାନେ କେବେ ବି ଭୁଲ ରାସ୍ତାରେ ଯିବେ ନାହିଁ । ବିଦ୍ୟାଳୟରେ ନୈତିକ ଶିକ୍ଷାର ଆବଶ୍ୟକତା ଆଜି ସବୁଠାରୁ ଅଧିକ ଅନୁଭୂତ ହେଉଛି । ପରିବାରରୁ ହିଁ ପିଲାମାନେ ସଂସ୍କାର ଶିଖନ୍ତି । ପିତାମାତା ନିଜ ସନ୍ତାନକୁ ଠିକ୍ ବାଟ ଦେଖାଇଲେ ସେମାନେ କେବେ ବି ଭୁଲ ରାସ୍ତାରେ ଯିବେ ନାହିଁ । ବିଦ୍ୟାଳୟରେ ନୈତିକ ଶିକ୍ଷାର ଆବଶ୍ୟକତା ଆଜି ସବୁଠାରୁ ଅଧିକ ଅନୁଭୂତ ହେଉଛି । ପରିବାରରୁ ହିଁ ପିଲାମାନେ ସଂସ୍କାର ଶିଖନ୍ତି । ପିତାମାତା ନିଜ ସନ୍ତାନକୁ ଠିକ୍ ବାଟ ଦେଖାଇଲେ ସେମାନେ କେବେ ବି ଭୁଲ ରାସ୍ତାରେ ଯିବେ ନାହିଁ । ବିଦ୍ୟାଳୟରେ ନୈତିକ ଶିକ୍ଷାର ଆବଶ୍ୟକତା ଆଜି ସବୁଠାରୁ ଅଧିକ ଅନୁଭୂତ ହେଉଛି । bbox=[1180, 1101, 1346, 1548]
author-name: ଅଧ୍ୟାପିକା ବସନ୍ତ ମଞ୍ଜରୀ ମିଶ୍ର bbox=[397, 1094, 466, 1119]
contact-email-bar bbox=[13, 407, 233, 461]
article-paragraph: ବିବାଦ ସୃଷ୍ଟି କରି ରାଜନୈତିକ ଫାଇଦା ଉଠାଇବାର ପ୍ରୟାସ ଦେଶର ଏକତା ପାଇଁ ବିପଜ୍ଜନକ । ସମ୍ବିଧାନ ପ୍ରଣେତାମାନେ ବହୁତ୍ୱବାଦକୁ ସମ୍ମାନ ଦେଇ ସମସ୍ତଙ୍କ ପାଇଁ ସମାନ ଅଧିକାରର ବ୍ୟବସ୍ଥା କରିଯାଇଛନ୍ତି । ତେଣୁ ଏଭଳି ବିବାଦରୁ ଦୂରେଇ ରହି ଦେଶ ଗଠନରେ ମନୋନିବେଶ କରିବା ଉଚିତ । ବିବାଦ ସୃଷ୍ଟି କରି ରାଜନୈତିକ ଫାଇଦା ଉଠାଇବାର ପ୍ରୟାସ ଦେଶର ଏକତା ପାଇଁ ବିପଜ୍ଜନକ । ସମ୍ବିଧାନ ପ୍ରଣେତାମାନେ ବହୁତ୍ୱବାଦକୁ ସମ୍ମାନ ଦେଇ ସମସ୍ତଙ୍କ ପାଇଁ ସମାନ ଅଧିକାରର ବ୍ୟବସ୍ଥା କରିଯାଇଛନ୍ତି । ତେଣୁ ଏଭଳି ବିବାଦରୁ ଦୂରେଇ ରହି ଦେଶ ଗଠନରେ ମନୋନିବେଶ କରିବା ଉଚିତ । ବିବାଦ ସୃଷ୍ଟି କରି ରାଜନୈତିକ ଫାଇଦା ଉଠାଇବାର ପ୍ରୟାସ ଦେଶର ଏକତା ପାଇଁ ବିପଜ୍ଜନକ । ସମ୍ବିଧାନ ପ୍ରଣେତାମାନେ ବହୁତ୍ୱବାଦକୁ ସମ୍ମାନ ଦେଇ ସମସ୍ତଙ୍କ ପାଇଁ ସମାନ ଅଧିକାରର ବ୍ୟବସ୍ଥା କରିଯାଇଛନ୍ତି । ତେଣୁ ଏଭଳି ବିବାଦରୁ ଦୂରେଇ ରହି ଦେଶ ଗଠନରେ ମନୋନିବେଶ କରିବା ଉଚିତ । bbox=[1080, 48, 1519, 261]
feature-article bbox=[233, 388, 1161, 971]
article-title: ଅଧିକାର ଓ କର୍ତ୍ତବ୍ୟ bbox=[573, 988, 848, 1025]
article-title-line1: ବନ୍ଦେ ମାତରଂ ବିବାଦରେ bbox=[753, 48, 1012, 80]
pen-nib-block bbox=[13, 95, 233, 136]
feature-paragraph: ସଂସାରରେ ସୁଖ ଓ ଦୁଃଖ ଚକ୍ର ପରି ଘୂରି ବୁଲେ । ଦୁଃଖ ସମୟରେ ଧୈର୍ଯ୍ୟ ନ ହରାଇ ଆଗକୁ ବଢ଼ିବା ହିଁ ବୀରର ଲକ୍ଷଣ । ପ୍ରକୃତି ଆମକୁ ପ୍ରତି ମୁହୂର୍ତ୍ତରେ ଶିକ୍ଷା ଦିଏ, କେବଳ ଆମେ ତାହାକୁ ଗ୍ରହଣ କରିବାକୁ ପ୍ରସ୍ତୁତ ରହିବା ଦରକାର । ସଂସାରରେ ସୁଖ ଓ ଦୁଃଖ ଚକ୍ର ପରି ଘୂରି ବୁଲେ । ଦୁଃଖ ସମୟରେ ଧୈର୍ଯ୍ୟ ନ ହରାଇ ଆଗକୁ ବଢ଼ିବା ହିଁ ବୀରର ଲକ୍ଷଣ । ପ୍ରକୃତି ଆମକୁ ପ୍ରତି ମୁହୂର୍ତ୍ତରେ ଶିକ୍ଷା ଦିଏ, କେବଳ ଆମେ ତାହାକୁ ଗ୍ରହଣ କରିବାକୁ ପ୍ରସ୍ତୁତ ରହିବା ଦରକାର । bbox=[26, 697, 226, 839]
author-phone: ■ ମୋ: ୯୪୩୭୪ ୬୩୭୨୬ bbox=[1415, 2304, 1510, 2314]
editorial-paragraph: ଆଜିର ସମୟରେ ସମ୍ବାଦପତ୍ରର ଭୂମିକା ଅତ୍ୟନ୍ତ ଗୁରୁତ୍ୱପୂର୍ଣ୍ଣ । ସତ୍ୟ ଓ ନିର୍ଭୀକ ସାମ୍ବାଦିକତା ହିଁ ଗଣତନ୍ତ୍ରର ଚତୁର୍ଥ ସ୍ତମ୍ଭକୁ ସୁଦୃଢ଼ କରିଥାଏ । ଜନସାଧାରଣଙ୍କ ସମସ୍ୟା ସରକାରଙ୍କ ପାଖରେ ପହଞ୍ଚାଇବା ଏବଂ ସରକାରଙ୍କ ଯୋଜନା ଲୋକଙ୍କ ପାଖରେ ପହଞ୍ଚାଇବା ଦିଗରେ ଗଣମାଧ୍ୟମର ଭୂମିକା ଅତୁଳନୀୟ । ଆଜିର ସମୟରେ ସମ୍ବାଦପତ୍ରର ଭୂମିକା ଅତ୍ୟନ୍ତ ଗୁରୁତ୍ୱପୂର୍ଣ୍ଣ । ସତ୍ୟ ଓ ନିର୍ଭୀକ ସାମ୍ବାଦିକତା ହିଁ ଗଣତନ୍ତ୍ରର ଚତୁର୍ଥ ସ୍ତମ୍ଭକୁ ସୁଦୃଢ଼ କରିଥାଏ । ଜନସାଧାରଣଙ୍କ ସମସ୍ୟା ସରକାରଙ୍କ ପାଖରେ ପହଞ୍ଚାଇବା ଏବଂ ସରକାରଙ୍କ ଯୋଜନା ଲୋକଙ୍କ ପାଖରେ ପହଞ୍ଚାଇବା ଦିଗରେ ଗଣମାଧ୍ୟମର ଭୂମିକା ଅତୁଳନୀୟ । bbox=[472, 49, 684, 237]
article-title: ଭାଇଗିରି ଓ ଭାଇଚାରା bbox=[1242, 386, 1459, 416]
anniversary-number: 5 bbox=[19, 5, 49, 64]
article-column-4 bbox=[947, 1039, 1162, 2289]
gandhi-quote-text: ମୋର ଜୀବନ ହିଁ ମୋର ବାର୍ତ୍ତା । ସତ୍ୟ ଓ ଅହିଂସା ପଥରେ ଚାଲୁଥିବା ମଣିଷ କେବେ ପରାଜିତ ହୁଏ ନାହିଁ । ଯିଏ ନିଜ ଭିତରର ଦୁର୍ବଳତାକୁ ଜୟ କରିପାରେ ସିଏ ହିଁ ପ୍ରକୃତ ବୀର । ସେବା ହିଁ ସର୍ବୋତ୍କୃଷ୍ଟ ଧର୍ମ । bbox=[88, 192, 233, 272]
panchang-box bbox=[13, 300, 233, 398]
article-title: ବିଶ୍ରାମ ହୀନ ଜୀବନ bbox=[28, 987, 172, 1009]
article-paragraph: ବିବାଦ ସୃଷ୍ଟି କରି ରାଜନୈତିକ ଫାଇଦା ଉଠାଇବାର ପ୍ରୟାସ ଦେଶର ଏକତା ପାଇଁ ବିପଜ୍ଜନକ । ସମ୍ବିଧାନ ପ୍ରଣେତାମାନେ ବହୁତ୍ୱବାଦକୁ ସମ୍ମାନ ଦେଇ ସମସ୍ତଙ୍କ ପାଇଁ ସମାନ ଅଧିକାରର ବ୍ୟବସ୍ଥା କରିଯାଇଛନ୍ତି । ତେଣୁ ଏଭଳି ବିବାଦରୁ ଦୂରେଇ ରହି ଦେଶ ଗଠନରେ ମନୋନିବେଶ କରିବା ଉଚିତ । bbox=[949, 128, 1062, 273]
